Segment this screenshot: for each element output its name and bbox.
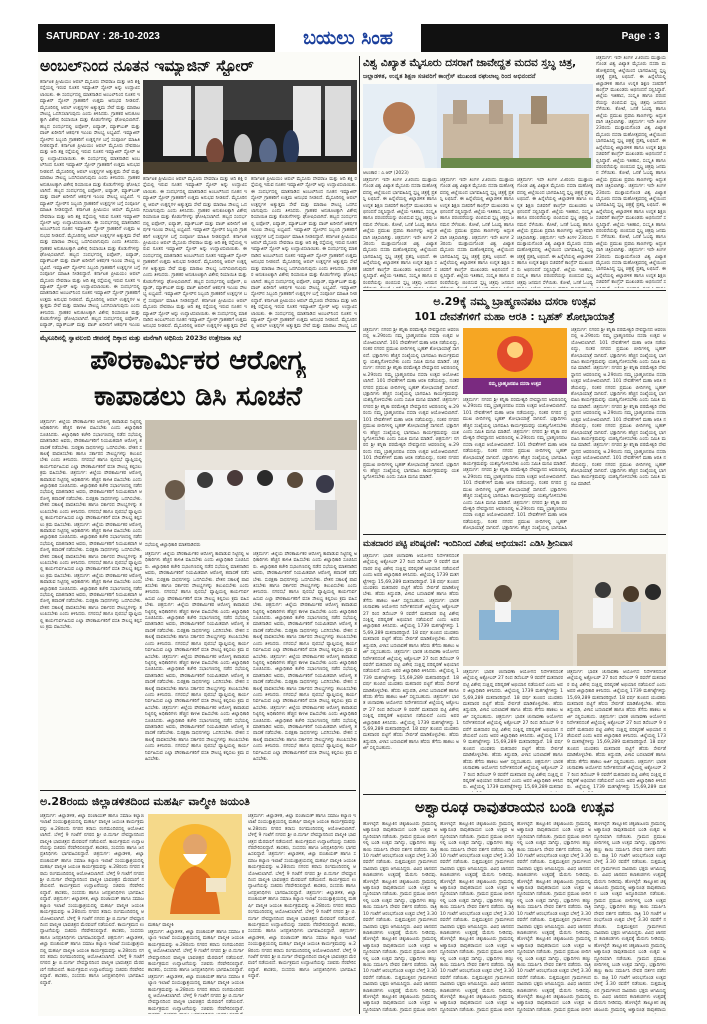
pourakarmika-photo-caption: ಸಭೆಯಲ್ಲಿ ಜಿಲ್ಲಾಧಿಕಾರಿ ಮಾತನಾಡಿದರು <box>145 543 201 548</box>
dasara-body-col4: ಚಿತ್ರದುರ್ಗ: ಇದೇ ತಿಂಗಳ 23ರಂದು ಮುಕ್ತಾಯಗೊಂಡ ವಿಶ್ವ ವಿಖ್ಯಾತ ಮೈಸೂರು ದಸರಾ ಮಹೋತ್ಸವದಲ್ಲಿ ಜಿಲ್ಲೆಯಿಂದ ಭಾಗವಹಿಸಿದ್ದ ಸ್ತಬ್ಧ ಚಿತ್ರಕ್ಕೆ ಪ್ರಶಸ್ತಿ ಲಭಿಸಿದೆ. ಈ ಹಿನ್ನೆಲೆಯಲ್ಲಿ ಜಿಲ್ಲಾಡಳಿತ ಹಾಗೂ ಉನ್ನತ ಶಿಕ್ಷಣ ಸಚಿವರಿಗೆ ಕಾಂಗ್ರೆಸ್ ಮುಖಂಡರು ಅಭಿನಂದನೆ ಸಲ್ಲಿಸಿದ್ದಾರೆ. ಜಿಲ್ಲೆಯ ಇತಿಹಾಸ, ಸಂಸ್ಕೃತಿ ಹಾಗೂ ಪರಂಪರೆಯನ್ನು ಬಿಂಬಿಸುವ ಸ್ತಬ್ಧ ಚಿತ್ರವು ಜನಮನ ಸೆಳೆಯಿತು. ಕೋಟೆ, ಒನಕೆ ಓಬವ್ವ ಹಾಗೂ ಜಿಲ್ಲೆಯ ಪ್ರಮುಖ ಪ್ರವಾಸಿ ತಾಣಗಳನ್ನು ಅದ್ಭುತವಾಗಿ ಚಿತ್ರಿಸಲಾಗಿತ್ತು. ಚಿತ್ರದುರ್ಗ: ಇದೇ ತಿಂಗಳ 23ರಂದು ಮುಕ್ತಾಯಗೊಂಡ ವಿಶ್ವ ವಿಖ್ಯಾತ ಮೈಸೂರು ದಸರಾ ಮಹೋತ್ಸವದಲ್ಲಿ ಜಿಲ್ಲೆಯಿಂದ ಭಾಗವಹಿಸಿದ್ದ ಸ್ತಬ್ಧ ಚಿತ್ರಕ್ಕೆ ಪ್ರಶಸ್ತಿ ಲಭಿಸಿದೆ. ಈ ಹಿನ್ನೆಲೆಯಲ್ಲಿ ಜಿಲ್ಲಾಡಳಿತ ಹಾಗೂ ಉನ್ನತ ಶಿಕ್ಷಣ ಸಚಿವರಿಗೆ ಕಾಂಗ್ರೆಸ್ ಮುಖಂಡರು ಅಭಿನಂದನೆ ಸಲ್ಲಿಸಿದ್ದಾರೆ. ಜಿಲ್ಲೆಯ ಇತಿಹಾಸ, ಸಂಸ್ಕೃತಿ ಹಾಗೂ ಪರಂಪರೆಯನ್ನು ಬಿಂಬಿಸುವ ಸ್ತಬ್ಧ ಚಿತ್ರವು ಜನಮನ ಸೆಳೆಯಿತು. ಕೋಟೆ, ಒನಕೆ ಓಬವ್ವ ಹಾಗೂ ಜಿಲ್ಲೆಯ ಪ್ರಮುಖ ಪ್ರವಾಸಿ ತಾಣಗಳನ್ನು ಅದ್ಭುತವಾಗಿ ಚಿತ್ರಿಸಲಾಗಿತ್ತು. ಚಿತ್ರದುರ್ಗ: ಇದೇ ತಿಂಗಳ 23ರಂದು ಮುಕ್ತಾಯಗೊಂಡ ವಿಶ್ವ ವಿಖ್ಯಾತ ಮೈಸೂರು ದಸರಾ ಮಹೋತ್ಸವದಲ್ಲಿ ಜಿಲ್ಲೆಯಿಂದ ಭಾಗವಹಿಸಿದ್ದ ಸ್ತಬ್ಧ ಚಿತ್ರಕ್ಕೆ ಪ್ರಶಸ್ತಿ ಲಭಿಸಿದೆ. ಈ ಹಿನ್ನೆಲೆಯಲ್ಲಿ ಜಿಲ್ಲಾಡಳಿತ ಹಾಗೂ ಉನ್ನತ ಶಿಕ್ಷಣ ಸಚಿವರಿಗೆ ಕಾಂಗ್ರೆಸ್ ಮುಖಂಡರು ಅಭಿನಂದನೆ ಸಲ್ಲಿಸಿದ್ದಾರೆ. ಜಿಲ್ಲೆಯ ಇತಿಹಾಸ, ಸಂಸ್ಕೃತಿ ಹಾಗೂ ಪರಂಪರೆಯನ್ನು ಬಿಂಬಿಸುವ ಸ್ತಬ್ಧ ಚಿತ್ರವು ಜನಮನ ಸೆಳೆಯಿತು. ಕೋಟೆ, ಒನಕೆ ಓಬವ್ವ ಹಾಗೂ ಜಿಲ್ಲೆಯ ಪ್ರಮುಖ ಪ್ರವಾಸಿ ತಾಣಗಳನ್ನು ಅದ್ಭುತವಾಗಿ ಚಿತ್ರಿಸಲಾಗಿತ್ತು. ಚಿತ್ರದುರ್ಗ: ಇದೇ ತಿಂಗಳ 23ರಂದು ಮುಕ್ತಾಯಗೊಂಡ ವಿಶ್ವ ವಿಖ್ಯಾತ ಮೈಸೂರು ದಸರಾ ಮಹೋತ್ಸವದಲ್ಲಿ ಜಿಲ್ಲೆಯಿಂದ ಭಾಗವಹಿಸಿದ್ದ ಸ್ತಬ್ಧ ಚಿತ್ರಕ್ಕೆ ಪ್ರಶಸ್ತಿ ಲಭಿಸಿದೆ. ಈ ಹಿನ್ನೆಲೆಯಲ್ಲಿ ಜಿಲ್ಲಾಡಳಿತ ಹಾಗೂ ಉನ್ನತ ಶಿಕ್ಷಣ ಸಚಿವರಿಗೆ ಕಾಂಗ್ರೆಸ್ ಮುಖಂಡರು ಅಭಿನಂದನೆ ಸ <box>596 56 666 286</box>
ashwaroda-body-col3: ಹೊಳಲ್ಕೆರೆ: ತಾಲ್ಲೂಕಿನ ಚಿಕ್ಕಜಾಜೂರು ಗ್ರಾಮದಲ್ಲಿ ಅಶ್ವಾರೂಢ ರಾವುತರಾಯನ ಬಂಡಿ ಉತ್ಸವ ಅದ್ದೂರಿಯಾಗಿ ನಡೆಯಿತು. ಗ್ರಾಮದ ಪ್ರಮುಖ ಬೀದಿಗಳಲ್ಲಿ ಬಂಡಿ ಉತ್ಸವ ಸಾಗಿದ್ದು, ಭಕ್ತಾದಿಗಳು ಹಣ್ಣು ಕಾಯಿ ಸಮರ್ಪಿಸಿ ದೇವರ ದರ್ಶನ ಪಡೆದರು. ರಾತ್ರಿ 10 ಗಂಟೆಗೆ ಆರಂಭಗೊಂಡ ಉತ್ಸವ ಬೆಳಿಗ್ಗೆ 3.30 ರವರೆಗೆ ನಡೆಯಿತು. ಸುತ್ತಮುತ್ತಲಿನ ಗ್ರಾಮಗಳಿಂದ ಸಾವಿರಾರು ಭಕ್ತರು ಆಗಮಿಸಿದ್ದರು. ವಿವಿಧ ಜಾನಪದ ಕಲಾತಂಡಗಳು ಉತ್ಸವಕ್ಕೆ ಮೆರುಗು ನೀಡಿದವು. ಹೊಳಲ್ಕೆರೆ: ತಾಲ್ಲೂಕಿನ ಚಿಕ್ಕಜಾಜೂರು ಗ್ರಾಮದಲ್ಲಿ ಅಶ್ವಾರೂಢ ರಾವುತರಾಯನ ಬಂಡಿ ಉತ್ಸವ ಅದ್ದೂರಿಯಾಗಿ ನಡೆಯಿತು. ಗ್ರಾಮದ ಪ್ರಮುಖ ಬೀದಿಗಳಲ್ಲಿ ಬಂಡಿ ಉತ್ಸವ ಸಾಗಿದ್ದು, ಭಕ್ತಾದಿಗಳು ಹಣ್ಣು ಕಾಯಿ ಸಮರ್ಪಿಸಿ ದೇವರ ದರ್ಶನ ಪಡೆದರು. ರಾತ್ರಿ 10 ಗಂಟೆಗೆ ಆರಂಭಗೊಂಡ ಉತ್ಸವ ಬೆಳಿಗ್ಗೆ 3.30 ರವರೆಗೆ ನಡೆಯಿತು. ಸುತ್ತಮುತ್ತಲಿನ ಗ್ರಾಮಗಳಿಂದ ಸಾವಿರಾರು ಭಕ್ತರು ಆಗಮಿಸಿದ್ದರು. ವಿವಿಧ ಜಾನಪದ ಕಲಾತಂಡಗಳು ಉತ್ಸವಕ್ಕೆ ಮೆರುಗು ನೀಡಿದವು. ಹೊಳಲ್ಕೆರೆ: ತಾಲ್ಲೂಕಿನ ಚಿಕ್ಕಜಾಜೂರು ಗ್ರಾಮದಲ್ಲಿ ಅಶ್ವಾರೂಢ ರಾವುತರಾಯನ ಬಂಡಿ ಉತ್ಸವ ಅದ್ದೂರಿಯಾಗಿ ನಡೆಯಿತು. ಗ್ರಾಮದ ಪ್ರಮುಖ ಬೀದಿಗಳಲ್ಲಿ ಬಂಡಿ ಉತ್ಸವ ಸಾಗಿದ್ದು, ಭಕ್ತಾದಿಗಳು ಹಣ್ಣು ಕಾಯಿ ಸಮರ್ಪಿಸಿ ದೇವರ ದರ್ಶನ ಪಡೆದರು. ರಾತ್ರಿ 10 ಗಂಟೆಗೆ ಆರಂಭಗೊಂಡ ಉತ್ಸವ ಬೆಳಿಗ್ಗೆ 3.30 ರವರೆಗೆ ನಡೆಯಿತು. ಸುತ್ತಮುತ್ತಲಿನ ಗ್ರಾಮಗಳಿಂದ ಸಾವಿರಾರು ಭಕ್ತರು ಆಗಮಿಸಿದ್ದರು. ವಿವಿಧ ಜಾನಪದ ಕಲಾತಂಡಗಳು ಉತ್ಸವಕ್ಕೆ ಮೆರುಗು ನೀಡಿದವು. ಹೊಳಲ್ಕೆರೆ: ತಾಲ್ಲೂಕಿನ ಚಿಕ್ಕಜಾಜೂರು ಗ್ರಾಮದಲ್ಲಿ ಅಶ್ವಾರೂಢ ರಾವುತರಾಯನ ಬಂಡಿ ಉತ್ಸವ ಅದ್ದೂರಿಯಾಗಿ ನಡೆಯಿತು. ಗ್ರಾಮದ ಪ್ರಮುಖ ಬೀದಿಗ <box>517 822 591 1013</box>
ambel-store-photo <box>143 80 357 174</box>
page-number: Page : 3 <box>621 31 660 42</box>
brahmanas-poster <box>463 328 567 394</box>
ashwaroda-body-col2: ಹೊಳಲ್ಕೆರೆ: ತಾಲ್ಲೂಕಿನ ಚಿಕ್ಕಜಾಜೂರು ಗ್ರಾಮದಲ್ಲಿ ಅಶ್ವಾರೂಢ ರಾವುತರಾಯನ ಬಂಡಿ ಉತ್ಸವ ಅದ್ದೂರಿಯಾಗಿ ನಡೆಯಿತು. ಗ್ರಾಮದ ಪ್ರಮುಖ ಬೀದಿಗಳಲ್ಲಿ ಬಂಡಿ ಉತ್ಸವ ಸಾಗಿದ್ದು, ಭಕ್ತಾದಿಗಳು ಹಣ್ಣು ಕಾಯಿ ಸಮರ್ಪಿಸಿ ದೇವರ ದರ್ಶನ ಪಡೆದರು. ರಾತ್ರಿ 10 ಗಂಟೆಗೆ ಆರಂಭಗೊಂಡ ಉತ್ಸವ ಬೆಳಿಗ್ಗೆ 3.30 ರವರೆಗೆ ನಡೆಯಿತು. ಸುತ್ತಮುತ್ತಲಿನ ಗ್ರಾಮಗಳಿಂದ ಸಾವಿರಾರು ಭಕ್ತರು ಆಗಮಿಸಿದ್ದರು. ವಿವಿಧ ಜಾನಪದ ಕಲಾತಂಡಗಳು ಉತ್ಸವಕ್ಕೆ ಮೆರುಗು ನೀಡಿದವು. ಹೊಳಲ್ಕೆರೆ: ತಾಲ್ಲೂಕಿನ ಚಿಕ್ಕಜಾಜೂರು ಗ್ರಾಮದಲ್ಲಿ ಅಶ್ವಾರೂಢ ರಾವುತರಾಯನ ಬಂಡಿ ಉತ್ಸವ ಅದ್ದೂರಿಯಾಗಿ ನಡೆಯಿತು. ಗ್ರಾಮದ ಪ್ರಮುಖ ಬೀದಿಗಳಲ್ಲಿ ಬಂಡಿ ಉತ್ಸವ ಸಾಗಿದ್ದು, ಭಕ್ತಾದಿಗಳು ಹಣ್ಣು ಕಾಯಿ ಸಮರ್ಪಿಸಿ ದೇವರ ದರ್ಶನ ಪಡೆದರು. ರಾತ್ರಿ 10 ಗಂಟೆಗೆ ಆರಂಭಗೊಂಡ ಉತ್ಸವ ಬೆಳಿಗ್ಗೆ 3.30 ರವರೆಗೆ ನಡೆಯಿತು. ಸುತ್ತಮುತ್ತಲಿನ ಗ್ರಾಮಗಳಿಂದ ಸಾವಿರಾರು ಭಕ್ತರು ಆಗಮಿಸಿದ್ದರು. ವಿವಿಧ ಜಾನಪದ ಕಲಾತಂಡಗಳು ಉತ್ಸವಕ್ಕೆ ಮೆರುಗು ನೀಡಿದವು. ಹೊಳಲ್ಕೆರೆ: ತಾಲ್ಲೂಕಿನ ಚಿಕ್ಕಜಾಜೂರು ಗ್ರಾಮದಲ್ಲಿ ಅಶ್ವಾರೂಢ ರಾವುತರಾಯನ ಬಂಡಿ ಉತ್ಸವ ಅದ್ದೂರಿಯಾಗಿ ನಡೆಯಿತು. ಗ್ರಾಮದ ಪ್ರಮುಖ ಬೀದಿಗಳಲ್ಲಿ ಬಂಡಿ ಉತ್ಸವ ಸಾಗಿದ್ದು, ಭಕ್ತಾದಿಗಳು ಹಣ್ಣು ಕಾಯಿ ಸಮರ್ಪಿಸಿ ದೇವರ ದರ್ಶನ ಪಡೆದರು. ರಾತ್ರಿ 10 ಗಂಟೆಗೆ ಆರಂಭಗೊಂಡ ಉತ್ಸವ ಬೆಳಿಗ್ಗೆ 3.30 ರವರೆಗೆ ನಡೆಯಿತು. ಸುತ್ತಮುತ್ತಲಿನ ಗ್ರಾಮಗಳಿಂದ ಸಾವಿರಾರು ಭಕ್ತರು ಆಗಮಿಸಿದ್ದರು. ವಿವಿಧ ಜಾನಪದ ಕಲಾತಂಡಗಳು ಉತ್ಸವಕ್ಕೆ ಮೆರುಗು ನೀಡಿದವು. ಹೊಳಲ್ಕೆರೆ: ತಾಲ್ಲೂಕಿನ ಚಿಕ್ಕಜಾಜೂರು ಗ್ರಾಮದಲ್ಲಿ ಅಶ್ವಾರೂಢ ರಾವುತರಾಯನ ಬಂಡಿ ಉತ್ಸವ ಅದ್ದೂರಿಯಾಗಿ ನಡೆಯಿತು. ಗ್ರಾಮದ ಪ್ರಮುಖ ಬೀದಿಗ <box>440 822 514 1013</box>
ashwaroda-body-col4: ಹೊಳಲ್ಕೆರೆ: ತಾಲ್ಲೂಕಿನ ಚಿಕ್ಕಜಾಜೂರು ಗ್ರಾಮದಲ್ಲಿ ಅಶ್ವಾರೂಢ ರಾವುತರಾಯನ ಬಂಡಿ ಉತ್ಸವ ಅದ್ದೂರಿಯಾಗಿ ನಡೆಯಿತು. ಗ್ರಾಮದ ಪ್ರಮುಖ ಬೀದಿಗಳಲ್ಲಿ ಬಂಡಿ ಉತ್ಸವ ಸಾಗಿದ್ದು, ಭಕ್ತಾದಿಗಳು ಹಣ್ಣು ಕಾಯಿ ಸಮರ್ಪಿಸಿ ದೇವರ ದರ್ಶನ ಪಡೆದರು. ರಾತ್ರಿ 10 ಗಂಟೆಗೆ ಆರಂಭಗೊಂಡ ಉತ್ಸವ ಬೆಳಿಗ್ಗೆ 3.30 ರವರೆಗೆ ನಡೆಯಿತು. ಸುತ್ತಮುತ್ತಲಿನ ಗ್ರಾಮಗಳಿಂದ ಸಾವಿರಾರು ಭಕ್ತರು ಆಗಮಿಸಿದ್ದರು. ವಿವಿಧ ಜಾನಪದ ಕಲಾತಂಡಗಳು ಉತ್ಸವಕ್ಕೆ ಮೆರುಗು ನೀಡಿದವು. ಹೊಳಲ್ಕೆರೆ: ತಾಲ್ಲೂಕಿನ ಚಿಕ್ಕಜಾಜೂರು ಗ್ರಾಮದಲ್ಲಿ ಅಶ್ವಾರೂಢ ರಾವುತರಾಯನ ಬಂಡಿ ಉತ್ಸವ ಅದ್ದೂರಿಯಾಗಿ ನಡೆಯಿತು. ಗ್ರಾಮದ ಪ್ರಮುಖ ಬೀದಿಗಳಲ್ಲಿ ಬಂಡಿ ಉತ್ಸವ ಸಾಗಿದ್ದು, ಭಕ್ತಾದಿಗಳು ಹಣ್ಣು ಕಾಯಿ ಸಮರ್ಪಿಸಿ ದೇವರ ದರ್ಶನ ಪಡೆದರು. ರಾತ್ರಿ 10 ಗಂಟೆಗೆ ಆರಂಭಗೊಂಡ ಉತ್ಸವ ಬೆಳಿಗ್ಗೆ 3.30 ರವರೆಗೆ ನಡೆಯಿತು. ಸುತ್ತಮುತ್ತಲಿನ ಗ್ರಾಮಗಳಿಂದ ಸಾವಿರಾರು ಭಕ್ತರು ಆಗಮಿಸಿದ್ದರು. ವಿವಿಧ ಜಾನಪದ ಕಲಾತಂಡಗಳು ಉತ್ಸವಕ್ಕೆ ಮೆರುಗು ನೀಡಿದವು. ಹೊಳಲ್ಕೆರೆ: ತಾಲ್ಲೂಕಿನ ಚಿಕ್ಕಜಾಜೂರು ಗ್ರಾಮದಲ್ಲಿ ಅಶ್ವಾರೂಢ ರಾವುತರಾಯನ ಬಂಡಿ ಉತ್ಸವ ಅದ್ದೂರಿಯಾಗಿ ನಡೆಯಿತು. ಗ್ರಾಮದ ಪ್ರಮುಖ ಬೀದಿಗಳಲ್ಲಿ ಬಂಡಿ ಉತ್ಸವ ಸಾಗಿದ್ದು, ಭಕ್ತಾದಿಗಳು ಹಣ್ಣು ಕಾಯಿ ಸಮರ್ಪಿಸಿ ದೇವರ ದರ್ಶನ ಪಡೆದರು. ರಾತ್ರಿ 10 ಗಂಟೆಗೆ ಆರಂಭಗೊಂಡ ಉತ್ಸವ ಬೆಳಿಗ್ಗೆ 3.30 ರವರೆಗೆ ನಡೆಯಿತು. ಸುತ್ತಮುತ್ತಲಿನ ಗ್ರಾಮಗಳಿಂದ ಸಾವಿರಾರು ಭಕ್ತರು ಆಗಮಿಸಿದ್ದರು. ವಿವಿಧ ಜಾನಪದ ಕಲಾತಂಡಗಳು ಉತ್ಸವಕ್ಕೆ ಮೆರುಗು ನೀಡಿದವು. ಹೊಳಲ್ಕೆರೆ: ತಾಲ್ಲೂಕಿನ ಚಿಕ್ಕಜಾಜೂರು ಗ್ರಾಮದಲ್ಲಿ ಅಶ್ವಾರೂಢ ರಾವುತರಾಯ <box>594 822 666 1013</box>
valmiki-body-col1: ಚಿತ್ರದುರ್ಗ: ಜಿಲ್ಲಾಡಳಿತ, ಜಿಲ್ಲಾ ಪಂಚಾಯತ್ ಹಾಗೂ ಸಮಾಜ ಕಲ್ಯಾಣ ಇಲಾಖೆ ಸಂಯುಕ್ತಾಶ್ರಯದಲ್ಲಿ ಮಹರ್ಷಿ ವಾಲ್ಮೀಕಿ ಜಯಂತಿ ಕಾರ್ಯಕ್ರಮವನ್ನು ಅ.28ರಂದು ನಗರದ ತರಾಸು ರಂಗಮಂದಿರದಲ್ಲಿ ಆಯೋಜಿಸಲಾಗಿದೆ. ಬೆಳಿಗ್ಗೆ 9 ಗಂಟೆಗೆ ನಗರದ ಶ್ರೀ ಬಿ.ದುರ್ಗಾ ದೇವಸ್ಥಾನದಿಂದ ವಾಲ್ಮೀಕಿ ಭಾವಚಿತ್ರದ ಮೆರವಣಿಗೆ ನಡೆಯಲಿದೆ. ಕಾರ್ಯಕ್ರಮದ ಉದ್ಘಾಟನೆಯನ್ನು ಸಚಿವರು ನೆರವೇರಿಸಲಿದ್ದಾರೆ. ಶಾಸಕರು, ಸಂಸದರು ಹಾಗೂ ಜನಪ್ರತಿನಿಧಿಗಳು ಭಾಗವಹಿಸಲಿದ್ದಾರೆ. ಚಿತ್ರದುರ್ಗ: ಜಿಲ್ಲಾಡಳಿತ, ಜಿಲ್ಲಾ ಪಂಚಾಯತ್ ಹಾಗೂ ಸಮಾಜ ಕಲ್ಯಾಣ ಇಲಾಖೆ ಸಂಯುಕ್ತಾಶ್ರಯದಲ್ಲಿ ಮಹರ್ಷಿ ವಾಲ್ಮೀಕಿ ಜಯಂತಿ ಕಾರ್ಯಕ್ರಮವನ್ನು ಅ.28ರಂದು ನಗರದ ತರಾಸು ರಂಗಮಂದಿರದಲ್ಲಿ ಆಯೋಜಿಸಲಾಗಿದೆ. ಬೆಳಿಗ್ಗೆ 9 ಗಂಟೆಗೆ ನಗರದ ಶ್ರೀ ಬಿ.ದುರ್ಗಾ ದೇವಸ್ಥಾನದಿಂದ ವಾಲ್ಮೀಕಿ ಭಾವಚಿತ್ರದ ಮೆರವಣಿಗೆ ನಡೆಯಲಿದೆ. ಕಾರ್ಯಕ್ರಮದ ಉದ್ಘಾಟನೆಯನ್ನು ಸಚಿವರು ನೆರವೇರಿಸಲಿದ್ದಾರೆ. ಶಾಸಕರು, ಸಂಸದರು ಹಾಗೂ ಜನಪ್ರತಿನಿಧಿಗಳು ಭಾಗವಹಿಸಲಿದ್ದಾರೆ. ಚಿತ್ರದುರ್ಗ: ಜಿಲ್ಲಾಡಳಿತ, ಜಿಲ್ಲಾ ಪಂಚಾಯತ್ ಹಾಗೂ ಸಮಾಜ ಕಲ್ಯಾಣ ಇಲಾಖೆ ಸಂಯುಕ್ತಾಶ್ರಯದಲ್ಲಿ ಮಹರ್ಷಿ ವಾಲ್ಮೀಕಿ ಜಯಂತಿ ಕಾರ್ಯಕ್ರಮವನ್ನು ಅ.28ರಂದು ನಗರದ ತರಾಸು ರಂಗಮಂದಿರದಲ್ಲಿ ಆಯೋಜಿಸಲಾಗಿದೆ. ಬೆಳಿಗ್ಗೆ 9 ಗಂಟೆಗೆ ನಗರದ ಶ್ರೀ ಬಿ.ದುರ್ಗಾ ದೇವಸ್ಥಾನದಿಂದ ವಾಲ್ಮೀಕಿ ಭಾವಚಿತ್ರದ ಮೆರವಣಿಗೆ ನಡೆಯಲಿದೆ. ಕಾರ್ಯಕ್ರಮದ ಉದ್ಘಾಟನೆಯನ್ನು ಸಚಿವರು ನೆರವೇರಿಸಲಿದ್ದಾರೆ. ಶಾಸಕರು, ಸಂಸದರು ಹಾಗೂ ಜನಪ್ರತಿನಿಧಿಗಳು ಭಾಗವಹಿಸಲಿದ್ದಾರೆ. ಚಿತ್ರದುರ್ಗ: ಜಿಲ್ಲಾಡಳಿತ, ಜಿಲ್ಲಾ ಪಂಚಾಯತ್ ಹಾಗೂ ಸಮಾಜ ಕಲ್ಯಾಣ ಇಲಾಖೆ ಸಂಯುಕ್ತಾಶ್ರಯದಲ್ಲಿ ಮಹರ್ಷಿ ವಾಲ್ಮೀಕಿ ಜಯಂತಿ ಕಾರ್ಯಕ್ರಮವನ್ನು ಅ.28ರಂದು ನಗರದ ತರಾಸು ರಂಗಮಂದಿರದಲ್ಲಿ ಆಯೋಜಿಸಲಾಗಿದೆ. ಬೆಳಿಗ್ಗೆ 9 ಗಂಟೆಗೆ ನಗರದ ಶ್ರೀ ಬಿ.ದುರ್ಗಾ ದೇವಸ್ಥಾನದಿಂದ ವಾಲ್ಮೀಕಿ ಭಾವಚಿತ್ರದ ಮೆರವಣಿಗೆ ನಡೆಯಲಿದೆ. ಕಾರ್ಯಕ್ರಮದ ಉದ್ಘಾಟನೆಯನ್ನು ಸಚಿವರು ನೆರವೇರಿಸಲಿದ್ದಾರೆ. ಶಾಸಕರು, ಸಂಸದರು ಹಾಗೂ ಜನಪ್ರತಿನಿಧಿಗಳು ಭಾಗವಹಿಸಲಿದ್ದಾರೆ. <box>40 814 144 986</box>
brahmanas-poster-title: ನಮ್ಮ ಬ್ರಾಹ್ಮಣನಪಟ ದಸರಾ ಉತ್ಸವ <box>488 382 542 387</box>
issue-date: SATURDAY : 28-10-2023 <box>46 31 160 42</box>
dasara-body-col1: ಚಿತ್ರದುರ್ಗ: ಇದೇ ತಿಂಗಳ 23ರಂದು ಮುಕ್ತಾಯಗೊಂಡ ವಿಶ್ವ ವಿಖ್ಯಾತ ಮೈಸೂರು ದಸರಾ ಮಹೋತ್ಸವದಲ್ಲಿ ಜಿಲ್ಲೆಯಿಂದ ಭಾಗವಹಿಸಿದ್ದ ಸ್ತಬ್ಧ ಚಿತ್ರಕ್ಕೆ ಪ್ರಶಸ್ತಿ ಲಭಿಸಿದೆ. ಈ ಹಿನ್ನೆಲೆಯಲ್ಲಿ ಜಿಲ್ಲಾಡಳಿತ ಹಾಗೂ ಉನ್ನತ ಶಿಕ್ಷಣ ಸಚಿವರಿಗೆ ಕಾಂಗ್ರೆಸ್ ಮುಖಂಡರು ಅಭಿನಂದನೆ ಸಲ್ಲಿಸಿದ್ದಾರೆ. ಜಿಲ್ಲೆಯ ಇತಿಹಾಸ, ಸಂಸ್ಕೃತಿ ಹಾಗೂ ಪರಂಪರೆಯನ್ನು ಬಿಂಬಿಸುವ ಸ್ತಬ್ಧ ಚಿತ್ರವು ಜನಮನ ಸೆಳೆಯಿತು. ಕೋಟೆ, ಒನಕೆ ಓಬವ್ವ ಹಾಗೂ ಜಿಲ್ಲೆಯ ಪ್ರಮುಖ ಪ್ರವಾಸಿ ತಾಣಗಳನ್ನು ಅದ್ಭುತವಾಗಿ ಚಿತ್ರಿಸಲಾಗಿತ್ತು. ಚಿತ್ರದುರ್ಗ: ಇದೇ ತಿಂಗಳ 23ರಂದು ಮುಕ್ತಾಯಗೊಂಡ ವಿಶ್ವ ವಿಖ್ಯಾತ ಮೈಸೂರು ದಸರಾ ಮಹೋತ್ಸವದಲ್ಲಿ ಜಿಲ್ಲೆಯಿಂದ ಭಾಗವಹಿಸಿದ್ದ ಸ್ತಬ್ಧ ಚಿತ್ರಕ್ಕೆ ಪ್ರಶಸ್ತಿ ಲಭಿಸಿದೆ. ಈ ಹಿನ್ನೆಲೆಯಲ್ಲಿ ಜಿಲ್ಲಾಡಳಿತ ಹಾಗೂ ಉನ್ನತ ಶಿಕ್ಷಣ ಸಚಿವರಿಗೆ ಕಾಂಗ್ರೆಸ್ ಮುಖಂಡರು ಅಭಿನಂದನೆ ಸಲ್ಲಿಸಿದ್ದಾರೆ. ಜಿಲ್ಲೆಯ ಇತಿಹಾಸ, ಸಂಸ್ಕೃತಿ ಹಾಗೂ ಪರಂಪರೆಯನ್ನು ಬಿಂಬಿಸುವ ಸ್ತಬ್ಧ ಚಿತ್ರವು ಜನಮನ <box>363 178 437 286</box>
pourakarmika-body-col1: ಚಿತ್ರದುರ್ಗ: ಜಿಲ್ಲೆಯ ಪೌರಕಾರ್ಮಿಕರ ಆರೋಗ್ಯ ಕಾಪಾಡುವ ನಿಟ್ಟಿನಲ್ಲಿ ಅಧಿಕಾರಿಗಳು ಹೆಚ್ಚಿನ ಕಾಳಜಿ ವಹಿಸಬೇಕು ಎಂದು ಜಿಲ್ಲಾಧಿಕಾರಿ ಸೂಚಿಸಿದರು. ಜಿಲ್ಲಾಧಿಕಾರಿ ಕಚೇರಿ ಸಭಾಂಗಣದಲ್ಲಿ ನಡೆದ ಸಭೆಯಲ್ಲಿ ಮಾತನಾಡಿದ ಅವರು, ಪೌರಕಾರ್ಮಿಕರಿಗೆ ನಿಯಮಿತವಾಗಿ ಆರೋಗ್ಯ ತಪಾಸಣೆ ನಡೆಸಬೇಕು. ಸುರಕ್ಷತಾ ಸಾಧನಗಳನ್ನು ಒದಗಿಸಬೇಕು. ವೇತನ ಸಕಾಲಕ್ಕೆ ಪಾವತಿಸಬೇಕು ಹಾಗೂ ಸರ್ಕಾರದ ಸೌಲಭ್ಯಗಳನ್ನು ತಲುಪಿಸಬೇಕು ಎಂದು ತಿಳಿಸಿದರು. ನಗರಸಭೆ ಹಾಗೂ ಪುರಸಭೆ ವ್ಯಾಪ್ತಿಯಲ್ಲಿ ಕಾರ್ಯನಿರ್ವಹಿಸುವ ಎಲ್ಲಾ ಪೌರಕಾರ್ಮಿಕರಿಗೆ ವಸತಿ ಸೌಲಭ್ಯ ಕಲ್ಪಿಸಲು ಕ್ರಮ ವಹಿಸಬೇಕು. ಚಿತ್ರದುರ್ಗ: ಜಿಲ್ಲೆಯ ಪೌರಕಾರ್ಮಿಕರ ಆರೋಗ್ಯ ಕಾಪಾಡುವ ನಿಟ್ಟಿನಲ್ಲಿ ಅಧಿಕಾರಿಗಳು ಹೆಚ್ಚಿನ ಕಾಳಜಿ ವಹಿಸಬೇಕು ಎಂದು ಜಿಲ್ಲಾಧಿಕಾರಿ ಸೂಚಿಸಿದರು. ಜಿಲ್ಲಾಧಿಕಾರಿ ಕಚೇರಿ ಸಭಾಂಗಣದಲ್ಲಿ ನಡೆದ ಸಭೆಯಲ್ಲಿ ಮಾತನಾಡಿದ ಅವರು, ಪೌರಕಾರ್ಮಿಕರಿಗೆ ನಿಯಮಿತವಾಗಿ ಆರೋಗ್ಯ ತಪಾಸಣೆ ನಡೆಸಬೇಕು. ಸುರಕ್ಷತಾ ಸಾಧನಗಳನ್ನು ಒದಗಿಸಬೇಕು. ವೇತನ ಸಕಾಲಕ್ಕೆ ಪಾವತಿಸಬೇಕು ಹಾಗೂ ಸರ್ಕಾರದ ಸೌಲಭ್ಯಗಳನ್ನು ತಲುಪಿಸಬೇಕು ಎಂದು ತಿಳಿಸಿದರು. ನಗರಸಭೆ ಹಾಗೂ ಪುರಸಭೆ ವ್ಯಾಪ್ತಿಯಲ್ಲಿ ಕಾರ್ಯನಿರ್ವಹಿಸುವ ಎಲ್ಲಾ ಪೌರಕಾರ್ಮಿಕರಿಗೆ ವಸತಿ ಸೌಲಭ್ಯ ಕಲ್ಪಿಸಲು ಕ್ರಮ ವಹಿಸಬೇಕು. ಚಿತ್ರದುರ್ಗ: ಜಿಲ್ಲೆಯ ಪೌರಕಾರ್ಮಿಕರ ಆರೋಗ್ಯ ಕಾಪಾಡುವ ನಿಟ್ಟಿನಲ್ಲಿ ಅಧಿಕಾರಿಗಳು ಹೆಚ್ಚಿನ ಕಾಳಜಿ ವಹಿಸಬೇಕು ಎಂದು ಜಿಲ್ಲಾಧಿಕಾರಿ ಸೂಚಿಸಿದರು. ಜಿಲ್ಲಾಧಿಕಾರಿ ಕಚೇರಿ ಸಭಾಂಗಣದಲ್ಲಿ ನಡೆದ ಸಭೆಯಲ್ಲಿ ಮಾತನಾಡಿದ ಅವರು, ಪೌರಕಾರ್ಮಿಕರಿಗೆ ನಿಯಮಿತವಾಗಿ ಆರೋಗ್ಯ ತಪಾಸಣೆ ನಡೆಸಬೇಕು. ಸುರಕ್ಷತಾ ಸಾಧನಗಳನ್ನು ಒದಗಿಸಬೇಕು. ವೇತನ ಸಕಾಲಕ್ಕೆ ಪಾವತಿಸಬೇಕು ಹಾಗೂ ಸರ್ಕಾರದ ಸೌಲಭ್ಯಗಳನ್ನು ತಲುಪಿಸಬೇಕು ಎಂದು ತಿಳಿಸಿದರು. ನಗರಸಭೆ ಹಾಗೂ ಪುರಸಭೆ ವ್ಯಾಪ್ತಿಯಲ್ಲಿ ಕಾರ್ಯನಿರ್ವಹಿಸುವ ಎಲ್ಲಾ ಪೌರಕಾರ್ಮಿಕರಿಗೆ ವಸತಿ ಸೌಲಭ್ಯ ಕಲ್ಪಿಸಲು ಕ್ರಮ ವಹಿಸಬೇಕು. ಚಿತ್ರದುರ್ಗ: ಜಿಲ್ಲೆಯ ಪೌರಕಾರ್ಮಿಕರ ಆರೋಗ್ಯ ಕಾಪಾಡುವ ನಿಟ್ಟಿನಲ್ಲಿ ಅಧಿಕಾರಿಗಳು ಹೆಚ್ಚಿನ ಕಾಳಜಿ ವಹಿಸಬೇಕು ಎಂದು ಜಿಲ್ಲಾಧಿಕಾರಿ ಸೂಚಿಸಿದರು. ಜಿಲ್ಲಾಧಿಕಾರಿ ಕಚೇರಿ ಸಭಾಂಗಣದಲ್ಲಿ ನಡೆದ ಸಭೆಯಲ್ಲಿ ಮಾತನಾಡಿದ ಅವರು, ಪೌರಕಾರ್ಮಿಕರಿಗೆ ನಿಯಮಿತವಾಗಿ ಆರೋಗ್ಯ ತಪಾಸಣೆ ನಡೆಸಬೇಕು. ಸುರಕ್ಷತಾ ಸಾಧನಗಳನ್ನು ಒದಗಿಸಬೇಕು. ವೇತನ ಸಕಾಲಕ್ಕೆ ಪಾವತಿಸಬೇಕು ಹಾಗೂ ಸರ್ಕಾರದ ಸೌಲಭ್ಯಗಳನ್ನು ತಲುಪಿಸಬೇಕು ಎಂದು ತಿಳಿಸಿದರು. ನಗರಸಭೆ ಹಾಗೂ ಪುರಸಭೆ ವ್ಯಾಪ್ತಿಯಲ್ಲಿ ಕಾರ್ಯನಿರ್ವಹಿಸುವ ಎಲ್ಲಾ ಪೌರಕಾರ್ಮಿಕರಿಗೆ ವಸತಿ ಸೌಲಭ್ಯ ಕಲ್ಪಿಸಲು ಕ್ರಮ ವಹಿಸಬೇಕು. <box>40 420 142 630</box>
dasara-caption: ಆಲಂಕಾರ : ಎ.ಆರ್ (2023) <box>363 171 409 176</box>
pourakarmika-headline-2: ಕಾಪಾಡಲು ಡಿಸಿ ಸೂಚನೆ <box>93 381 303 412</box>
voters-body-col2: ಚಿತ್ರದುರ್ಗ: ಭಾರತ ಚುನಾವಣಾ ಆಯೋಗದ ನಿರ್ದೇಶನದಂತೆ ಜಿಲ್ಲೆಯಲ್ಲಿ ಅಕ್ಟೋಬರ್ 27 ರಿಂದ ಡಿಸೆಂಬರ್ 9 ರವರೆಗೆ ಮತದಾರರ ಪಟ್ಟಿ ವಿಶೇಷ ಸಂಕ್ಷಿಪ್ತ ಪರಿಷ್ಕರಣೆ ಅಭಿಯಾನ ನಡೆಯಲಿದೆ ಎಂದು ಅಪರ ಜಿಲ್ಲಾಧಿಕಾರಿ ತಿಳಿಸಿದರು. ಜಿಲ್ಲೆಯಲ್ಲಿ 1739 ಮತಗಟ್ಟೆಗಳಿದ್ದು 15,69,289 ಮತದಾರರಿದ್ದಾರೆ. 18 ವರ್ಷ ತುಂಬಿದ ಯುವಕರು ಮತದಾರರ ಪಟ್ಟಿಗೆ ಹೆಸರು ಸೇರ್ಪಡೆ ಮಾಡಿಕೊಳ್ಳಬೇಕು. ಹೆಸರು ತಿದ್ದುಪಡಿ, ವಿಳಾಸ ಬದಲಾವಣೆ ಹಾಗೂ ಹೆಸರು ತೆಗೆದು ಹಾಕಲು ಅರ್ಜಿ ಸಲ್ಲಿಸಬಹುದು. ಚಿತ್ರದುರ್ಗ: ಭಾರತ ಚುನಾವಣಾ ಆಯೋಗದ ನಿರ್ದೇಶನದಂತೆ ಜಿಲ್ಲೆಯಲ್ಲಿ ಅಕ್ಟೋಬರ್ 27 ರಿಂದ ಡಿಸೆಂಬರ್ 9 ರವರೆಗೆ ಮತದಾರರ ಪಟ್ಟಿ ವಿಶೇಷ ಸಂಕ್ಷಿಪ್ತ ಪರಿಷ್ಕರಣೆ ಅಭಿಯಾನ ನಡೆಯಲಿದೆ ಎಂದು ಅಪರ ಜಿಲ್ಲಾಧಿಕಾರಿ ತಿಳಿಸಿದರು. ಜಿಲ್ಲೆಯಲ್ಲಿ 1739 ಮತಗಟ್ಟೆಗಳಿದ್ದು 15,69,289 ಮತದಾರರಿದ್ದಾರೆ. 18 ವರ್ಷ ತುಂಬಿದ ಯುವಕರು ಮತದಾರರ ಪಟ್ಟಿಗೆ ಹೆಸರು ಸೇರ್ಪಡೆ ಮಾಡಿಕೊಳ್ಳಬೇಕು. ಹೆಸರು ತಿದ್ದುಪಡಿ, ವಿಳಾಸ ಬದಲಾವಣೆ ಹಾಗೂ ಹೆಸರು ತೆಗೆದು ಹಾಕಲು ಅರ್ಜಿ ಸಲ್ಲಿಸಬಹುದು. ಚಿತ್ರದುರ್ಗ: ಭಾರತ ಚುನಾವಣಾ ಆಯೋಗದ ನಿರ್ದೇಶನದಂತೆ ಜಿಲ್ಲೆಯಲ್ಲಿ ಅಕ್ಟೋಬರ್ 27 ರಿಂದ ಡಿಸೆಂಬರ್ 9 ರವರೆಗೆ ಮತದಾರರ ಪಟ್ಟಿ ವಿಶೇಷ ಸಂಕ್ಷಿಪ್ತ ಪರಿಷ್ಕರಣೆ ಅಭಿಯಾನ ನಡೆಯಲಿದೆ ಎಂದು ಅಪರ ಜಿಲ್ಲಾಧಿಕಾರಿ ತಿಳಿಸಿದರು. ಜಿಲ್ಲೆಯಲ್ಲಿ 1739 ಮತಗಟ್ಟೆಗಳಿದ್ದು 15,69,289 ಮತದಾರ <box>463 670 563 791</box>
pourakarmika-meeting-photo <box>145 420 357 540</box>
valmiki-headline: ಅ.28ರಂದು ಜಿಲ್ಲಾಡಳಿತದಿಂದ ಮಹರ್ಷಿ ವಾಲ್ಮೀಕಿ ಜಯಂತಿ <box>40 795 250 808</box>
newspaper-page <box>38 24 668 1016</box>
valmiki-body-col3: ಚಿತ್ರದುರ್ಗ: ಜಿಲ್ಲಾಡಳಿತ, ಜಿಲ್ಲಾ ಪಂಚಾಯತ್ ಹಾಗೂ ಸಮಾಜ ಕಲ್ಯಾಣ ಇಲಾಖೆ ಸಂಯುಕ್ತಾಶ್ರಯದಲ್ಲಿ ಮಹರ್ಷಿ ವಾಲ್ಮೀಕಿ ಜಯಂತಿ ಕಾರ್ಯಕ್ರಮವನ್ನು ಅ.28ರಂದು ನಗರದ ತರಾಸು ರಂಗಮಂದಿರದಲ್ಲಿ ಆಯೋಜಿಸಲಾಗಿದೆ. ಬೆಳಿಗ್ಗೆ 9 ಗಂಟೆಗೆ ನಗರದ ಶ್ರೀ ಬಿ.ದುರ್ಗಾ ದೇವಸ್ಥಾನದಿಂದ ವಾಲ್ಮೀಕಿ ಭಾವಚಿತ್ರದ ಮೆರವಣಿಗೆ ನಡೆಯಲಿದೆ. ಕಾರ್ಯಕ್ರಮದ ಉದ್ಘಾಟನೆಯನ್ನು ಸಚಿವರು ನೆರವೇರಿಸಲಿದ್ದಾರೆ. ಶಾಸಕರು, ಸಂಸದರು ಹಾಗೂ ಜನಪ್ರತಿನಿಧಿಗಳು ಭಾಗವಹಿಸಲಿದ್ದಾರೆ. ಚಿತ್ರದುರ್ಗ: ಜಿಲ್ಲಾಡಳಿತ, ಜಿಲ್ಲಾ ಪಂಚಾಯತ್ ಹಾಗೂ ಸಮಾಜ ಕಲ್ಯಾಣ ಇಲಾಖೆ ಸಂಯುಕ್ತಾಶ್ರಯದಲ್ಲಿ ಮಹರ್ಷಿ ವಾಲ್ಮೀಕಿ ಜಯಂತಿ ಕಾರ್ಯಕ್ರಮವನ್ನು ಅ.28ರಂದು ನಗರದ ತರಾಸು ರಂಗಮಂದಿರದಲ್ಲಿ ಆಯೋಜಿಸಲಾಗಿದೆ. ಬೆಳಿಗ್ಗೆ 9 ಗಂಟೆಗೆ ನಗರದ ಶ್ರೀ ಬಿ.ದುರ್ಗಾ ದೇವಸ್ಥಾನದಿಂದ ವಾಲ್ಮೀಕಿ ಭಾವಚಿತ್ರದ ಮೆರವಣಿಗೆ ನಡೆಯಲಿದೆ. ಕಾರ್ಯಕ್ರಮದ ಉದ್ಘಾಟನೆಯನ್ನು ಸಚಿವರು ನೆರವೇರಿಸಲಿದ್ದಾರೆ. ಶಾಸಕರು, ಸಂಸದರು ಹಾಗೂ ಜನಪ್ರತಿನಿಧಿಗಳು ಭಾಗವಹಿಸಲಿದ್ದಾರೆ. ಚಿತ್ರದುರ್ಗ: ಜಿಲ್ಲಾಡಳಿತ, ಜಿಲ್ಲಾ ಪಂಚಾಯತ್ ಹಾಗೂ ಸಮಾಜ ಕಲ್ಯಾಣ ಇಲಾಖೆ ಸಂಯುಕ್ತಾಶ್ರಯದಲ್ಲಿ ಮಹರ್ಷಿ ವಾಲ್ಮೀಕಿ ಜಯಂತಿ ಕಾರ್ಯಕ್ರಮವನ್ನು ಅ.28ರಂದು ನಗರದ ತರಾಸು ರಂಗಮಂದಿರದಲ್ಲಿ ಆಯೋಜಿಸಲಾಗಿದೆ. ಬೆಳಿಗ್ಗೆ 9 ಗಂಟೆಗೆ ನಗರದ ಶ್ರೀ ಬಿ.ದುರ್ಗಾ ದೇವಸ್ಥಾನದಿಂದ ವಾಲ್ಮೀಕಿ ಭಾವಚಿತ್ರದ ಮೆರವಣಿಗೆ ನಡೆಯಲಿದೆ. ಕಾರ್ಯಕ್ರಮದ ಉದ್ಘಾಟನೆಯನ್ನು ಸಚಿವರು ನೆರವೇರಿಸಲಿದ್ದಾರೆ. ಶಾಸಕರು, ಸಂಸದರು ಹಾಗೂ ಜನಪ್ರತಿನಿಧಿಗಳು ಭಾಗವಹಿಸಲಿದ್ದಾರೆ. ಚಿತ್ರದುರ್ಗ: ಜಿಲ್ಲಾಡಳಿತ, ಜಿಲ್ಲಾ ಪಂಚಾಯತ್ ಹಾಗೂ ಸಮಾಜ ಕಲ್ಯಾಣ ಇಲಾಖೆ ಸಂಯುಕ್ತಾಶ್ರಯದಲ್ಲಿ ಮಹರ್ಷಿ ವಾಲ್ಮೀಕಿ ಜಯಂತಿ ಕಾರ್ಯಕ್ರಮವನ್ನು ಅ.28ರಂದು ನಗರದ ತರಾಸು ರಂಗಮಂದಿರದಲ್ಲಿ ಆಯೋಜಿಸಲಾಗಿದೆ. ಬೆಳಿಗ್ಗೆ 9 ಗಂಟೆಗೆ ನಗರದ ಶ್ರೀ ಬಿ.ದುರ್ಗಾ ದೇವಸ್ಥಾನದಿಂದ ವಾಲ್ಮೀಕಿ ಭಾವಚಿತ್ರದ ಮೆರವಣಿಗೆ ನಡೆಯಲಿದೆ. ಕಾರ್ಯಕ್ರಮದ ಉದ್ಘಾಟನೆಯನ್ನು ಸಚಿವರು ನೆರವೇರಿಸಲಿದ್ದಾರೆ. ಶಾಸಕರು, ಸಂಸದರು ಹಾಗೂ ಜನಪ್ರತಿನಿಧಿಗಳು ಭಾಗವಹಿಸಲಿದ್ದಾರೆ. <box>248 814 356 980</box>
voters-body-col1: ಚಿತ್ರದುರ್ಗ: ಭಾರತ ಚುನಾವಣಾ ಆಯೋಗದ ನಿರ್ದೇಶನದಂತೆ ಜಿಲ್ಲೆಯಲ್ಲಿ ಅಕ್ಟೋಬರ್ 27 ರಿಂದ ಡಿಸೆಂಬರ್ 9 ರವರೆಗೆ ಮತದಾರರ ಪಟ್ಟಿ ವಿಶೇಷ ಸಂಕ್ಷಿಪ್ತ ಪರಿಷ್ಕರಣೆ ಅಭಿಯಾನ ನಡೆಯಲಿದೆ ಎಂದು ಅಪರ ಜಿಲ್ಲಾಧಿಕಾರಿ ತಿಳಿಸಿದರು. ಜಿಲ್ಲೆಯಲ್ಲಿ 1739 ಮತಗಟ್ಟೆಗಳಿದ್ದು 15,69,289 ಮತದಾರರಿದ್ದಾರೆ. 18 ವರ್ಷ ತುಂಬಿದ ಯುವಕರು ಮತದಾರರ ಪಟ್ಟಿಗೆ ಹೆಸರು ಸೇರ್ಪಡೆ ಮಾಡಿಕೊಳ್ಳಬೇಕು. ಹೆಸರು ತಿದ್ದುಪಡಿ, ವಿಳಾಸ ಬದಲಾವಣೆ ಹಾಗೂ ಹೆಸರು ತೆಗೆದು ಹಾಕಲು ಅರ್ಜಿ ಸಲ್ಲಿಸಬಹುದು. ಚಿತ್ರದುರ್ಗ: ಭಾರತ ಚುನಾವಣಾ ಆಯೋಗದ ನಿರ್ದೇಶನದಂತೆ ಜಿಲ್ಲೆಯಲ್ಲಿ ಅಕ್ಟೋಬರ್ 27 ರಿಂದ ಡಿಸೆಂಬರ್ 9 ರವರೆಗೆ ಮತದಾರರ ಪಟ್ಟಿ ವಿಶೇಷ ಸಂಕ್ಷಿಪ್ತ ಪರಿಷ್ಕರಣೆ ಅಭಿಯಾನ ನಡೆಯಲಿದೆ ಎಂದು ಅಪರ ಜಿಲ್ಲಾಧಿಕಾರಿ ತಿಳಿಸಿದರು. ಜಿಲ್ಲೆಯಲ್ಲಿ 1739 ಮತಗಟ್ಟೆಗಳಿದ್ದು 15,69,289 ಮತದಾರರಿದ್ದಾರೆ. 18 ವರ್ಷ ತುಂಬಿದ ಯುವಕರು ಮತದಾರರ ಪಟ್ಟಿಗೆ ಹೆಸರು ಸೇರ್ಪಡೆ ಮಾಡಿಕೊಳ್ಳಬೇಕು. ಹೆಸರು ತಿದ್ದುಪಡಿ, ವಿಳಾಸ ಬದಲಾವಣೆ ಹಾಗೂ ಹೆಸರು ತೆಗೆದು ಹಾಕಲು ಅರ್ಜಿ ಸಲ್ಲಿಸಬಹುದು. ಚಿತ್ರದುರ್ಗ: ಭಾರತ ಚುನಾವಣಾ ಆಯೋಗದ ನಿರ್ದೇಶನದಂತೆ ಜಿಲ್ಲೆಯಲ್ಲಿ ಅಕ್ಟೋಬರ್ 27 ರಿಂದ ಡಿಸೆಂಬರ್ 9 ರವರೆಗೆ ಮತದಾರರ ಪಟ್ಟಿ ವಿಶೇಷ ಸಂಕ್ಷಿಪ್ತ ಪರಿಷ್ಕರಣೆ ಅಭಿಯಾನ ನಡೆಯಲಿದೆ ಎಂದು ಅಪರ ಜಿಲ್ಲಾಧಿಕಾರಿ ತಿಳಿಸಿದರು. ಜಿಲ್ಲೆಯಲ್ಲಿ 1739 ಮತಗಟ್ಟೆಗಳಿದ್ದು 15,69,289 ಮತದಾರರಿದ್ದಾರೆ. 18 ವರ್ಷ ತುಂಬಿದ ಯುವಕರು ಮತದಾರರ ಪಟ್ಟಿಗೆ ಹೆಸರು ಸೇರ್ಪಡೆ ಮಾಡಿಕೊಳ್ಳಬೇಕು. ಹೆಸರು ತಿದ್ದುಪಡಿ, ವಿಳಾಸ ಬದಲಾವಣೆ ಹಾಗೂ ಹೆಸರು ತೆಗೆದು ಹಾಕಲು ಅರ್ಜಿ ಸಲ್ಲಿಸಬಹುದು. ಚಿತ್ರದುರ್ಗ: ಭಾರತ ಚುನಾವಣಾ ಆಯೋಗದ ನಿರ್ದೇಶನದಂತೆ ಜಿಲ್ಲೆಯಲ್ಲಿ ಅಕ್ಟೋಬರ್ 27 ರಿಂದ ಡಿಸೆಂಬರ್ 9 ರವರೆಗೆ ಮತದಾರರ ಪಟ್ಟಿ ವಿಶೇಷ ಸಂಕ್ಷಿಪ್ತ ಪರಿಷ್ಕರಣೆ ಅಭಿಯಾನ ನಡೆಯಲಿದೆ ಎಂದು ಅಪರ ಜಿಲ್ಲಾಧಿಕಾರಿ ತಿಳಿಸಿದರು. ಜಿಲ್ಲೆಯಲ್ಲಿ 1739 ಮತಗಟ್ಟೆಗಳಿದ್ದು 15,69,289 ಮತದಾರರಿದ್ದಾರೆ. 18 ವರ್ಷ ತುಂಬಿದ ಯುವಕರು ಮತದಾರರ ಪಟ್ಟಿಗೆ ಹೆಸರು ಸೇರ್ಪಡೆ ಮಾಡಿಕೊಳ್ಳಬೇಕು. ಹೆಸರು ತಿದ್ದುಪಡಿ, ವಿಳಾಸ ಬದಲಾವಣೆ ಹಾಗೂ ಹೆಸರು ತೆಗೆದು ಹಾಕಲು ಅರ್ಜಿ ಸಲ್ಲಿಸಬಹುದು. <box>363 554 459 752</box>
divider <box>363 794 666 795</box>
dasara-subhead: ಜಲ್ಲಾಡಳಿತ, ಉನ್ನತ ಶಿಕ್ಷಣ ಸಚಿವರಿಗೆ ಕಾಂಗ್ರೆಸ್ ಮುಖಂಡ ರಘುಲಾಲ್ಪ ರಿಂದ ಅಭಿನಂದನೆ <box>363 73 536 80</box>
pourakarmika-body-col3: ಚಿತ್ರದುರ್ಗ: ಜಿಲ್ಲೆಯ ಪೌರಕಾರ್ಮಿಕರ ಆರೋಗ್ಯ ಕಾಪಾಡುವ ನಿಟ್ಟಿನಲ್ಲಿ ಅಧಿಕಾರಿಗಳು ಹೆಚ್ಚಿನ ಕಾಳಜಿ ವಹಿಸಬೇಕು ಎಂದು ಜಿಲ್ಲಾಧಿಕಾರಿ ಸೂಚಿಸಿದರು. ಜಿಲ್ಲಾಧಿಕಾರಿ ಕಚೇರಿ ಸಭಾಂಗಣದಲ್ಲಿ ನಡೆದ ಸಭೆಯಲ್ಲಿ ಮಾತನಾಡಿದ ಅವರು, ಪೌರಕಾರ್ಮಿಕರಿಗೆ ನಿಯಮಿತವಾಗಿ ಆರೋಗ್ಯ ತಪಾಸಣೆ ನಡೆಸಬೇಕು. ಸುರಕ್ಷತಾ ಸಾಧನಗಳನ್ನು ಒದಗಿಸಬೇಕು. ವೇತನ ಸಕಾಲಕ್ಕೆ ಪಾವತಿಸಬೇಕು ಹಾಗೂ ಸರ್ಕಾರದ ಸೌಲಭ್ಯಗಳನ್ನು ತಲುಪಿಸಬೇಕು ಎಂದು ತಿಳಿಸಿದರು. ನಗರಸಭೆ ಹಾಗೂ ಪುರಸಭೆ ವ್ಯಾಪ್ತಿಯಲ್ಲಿ ಕಾರ್ಯನಿರ್ವಹಿಸುವ ಎಲ್ಲಾ ಪೌರಕಾರ್ಮಿಕರಿಗೆ ವಸತಿ ಸೌಲಭ್ಯ ಕಲ್ಪಿಸಲು ಕ್ರಮ ವಹಿಸಬೇಕು. ಚಿತ್ರದುರ್ಗ: ಜಿಲ್ಲೆಯ ಪೌರಕಾರ್ಮಿಕರ ಆರೋಗ್ಯ ಕಾಪಾಡುವ ನಿಟ್ಟಿನಲ್ಲಿ ಅಧಿಕಾರಿಗಳು ಹೆಚ್ಚಿನ ಕಾಳಜಿ ವಹಿಸಬೇಕು ಎಂದು ಜಿಲ್ಲಾಧಿಕಾರಿ ಸೂಚಿಸಿದರು. ಜಿಲ್ಲಾಧಿಕಾರಿ ಕಚೇರಿ ಸಭಾಂಗಣದಲ್ಲಿ ನಡೆದ ಸಭೆಯಲ್ಲಿ ಮಾತನಾಡಿದ ಅವರು, ಪೌರಕಾರ್ಮಿಕರಿಗೆ ನಿಯಮಿತವಾಗಿ ಆರೋಗ್ಯ ತಪಾಸಣೆ ನಡೆಸಬೇಕು. ಸುರಕ್ಷತಾ ಸಾಧನಗಳನ್ನು ಒದಗಿಸಬೇಕು. ವೇತನ ಸಕಾಲಕ್ಕೆ ಪಾವತಿಸಬೇಕು ಹಾಗೂ ಸರ್ಕಾರದ ಸೌಲಭ್ಯಗಳನ್ನು ತಲುಪಿಸಬೇಕು ಎಂದು ತಿಳಿಸಿದರು. ನಗರಸಭೆ ಹಾಗೂ ಪುರಸಭೆ ವ್ಯಾಪ್ತಿಯಲ್ಲಿ ಕಾರ್ಯನಿರ್ವಹಿಸುವ ಎಲ್ಲಾ ಪೌರಕಾರ್ಮಿಕರಿಗೆ ವಸತಿ ಸೌಲಭ್ಯ ಕಲ್ಪಿಸಲು ಕ್ರಮ ವಹಿಸಬೇಕು. ಚಿತ್ರದುರ್ಗ: ಜಿಲ್ಲೆಯ ಪೌರಕಾರ್ಮಿಕರ ಆರೋಗ್ಯ ಕಾಪಾಡುವ ನಿಟ್ಟಿನಲ್ಲಿ ಅಧಿಕಾರಿಗಳು ಹೆಚ್ಚಿನ ಕಾಳಜಿ ವಹಿಸಬೇಕು ಎಂದು ಜಿಲ್ಲಾಧಿಕಾರಿ ಸೂಚಿಸಿದರು. ಜಿಲ್ಲಾಧಿಕಾರಿ ಕಚೇರಿ ಸಭಾಂಗಣದಲ್ಲಿ ನಡೆದ ಸಭೆಯಲ್ಲಿ ಮಾತನಾಡಿದ ಅವರು, ಪೌರಕಾರ್ಮಿಕರಿಗೆ ನಿಯಮಿತವಾಗಿ ಆರೋಗ್ಯ ತಪಾಸಣೆ ನಡೆಸಬೇಕು. ಸುರಕ್ಷತಾ ಸಾಧನಗಳನ್ನು ಒದಗಿಸಬೇಕು. ವೇತನ ಸಕಾಲಕ್ಕೆ ಪಾವತಿಸಬೇಕು ಹಾಗೂ ಸರ್ಕಾರದ ಸೌಲಭ್ಯಗಳನ್ನು ತಲುಪಿಸಬೇಕು ಎಂದು ತಿಳಿಸಿದರು. ನಗರಸಭೆ ಹಾಗೂ ಪುರಸಭೆ ವ್ಯಾಪ್ತಿಯಲ್ಲಿ ಕಾರ್ಯನಿರ್ವಹಿಸುವ ಎಲ್ಲಾ ಪೌರಕಾರ್ಮಿಕರಿಗೆ ವಸತಿ ಸೌಲಭ್ಯ ಕಲ್ಪಿಸಲು ಕ್ರಮ ವಹಿಸಬೇಕು. ಚಿತ್ರದುರ್ಗ: ಜಿಲ್ಲೆಯ ಪೌರಕಾರ್ಮಿಕರ ಆರೋಗ್ಯ ಕಾಪಾಡುವ ನಿಟ್ಟಿನಲ್ಲಿ ಅಧಿಕಾರಿಗಳು ಹೆಚ್ಚಿನ ಕಾಳಜಿ ವಹಿಸಬೇಕು ಎಂದು ಜಿಲ್ಲಾಧಿಕಾರಿ ಸೂಚಿಸಿದರು. ಜಿಲ್ಲಾಧಿಕಾರಿ ಕಚೇರಿ ಸಭಾಂಗಣದಲ್ಲಿ ನಡೆದ ಸಭೆಯಲ್ಲಿ ಮಾತನಾಡಿದ ಅವರು, ಪೌರಕಾರ್ಮಿಕರಿಗೆ ನಿಯಮಿತವಾಗಿ ಆರೋಗ್ಯ ತಪಾಸಣೆ ನಡೆಸಬೇಕು. ಸುರಕ್ಷತಾ ಸಾಧನಗಳನ್ನು ಒದಗಿಸಬೇಕು. ವೇತನ ಸಕಾಲಕ್ಕೆ ಪಾವತಿಸಬೇಕು ಹಾಗೂ ಸರ್ಕಾರದ ಸೌಲಭ್ಯಗಳನ್ನು ತಲುಪಿಸಬೇಕು ಎಂದು ತಿಳಿಸಿದರು. ನಗರಸಭೆ ಹಾಗೂ ಪುರಸಭೆ ವ್ಯಾಪ್ತಿಯಲ್ಲಿ ಕಾರ್ಯನಿರ್ವಹಿಸುವ ಎಲ್ಲಾ ಪೌರಕಾರ್ಮಿಕರಿಗೆ ವಸತಿ ಸೌಲಭ್ಯ ಕಲ್ಪಿಸಲು ಕ್ರಮ ವಹಿಸಬೇಕು. <box>253 552 357 762</box>
dasara-tableau-photo <box>363 84 593 168</box>
divider <box>363 290 666 291</box>
ashwaroda-headline: ಅಶ್ವಾರೂಢ ರಾವುತರಾಯನ ಬಂಡಿ ಉತ್ಸವ <box>414 798 614 816</box>
brahmanas-body-col2: ಚಿತ್ರದುರ್ಗ: ನಗರದ ಶ್ರೀ ಕನ್ನಿಕಾ ಪರಮೇಶ್ವರಿ ದೇವಸ್ಥಾನದ ಆವರಣದಲ್ಲಿ ಅ.29ರಂದು ನಮ್ಮ ಬ್ರಾಹ್ಮಣನಪಟ ದಸರಾ ಉತ್ಸವ ಆಯೋಜಿಸಲಾಗಿದೆ. 101 ದೇವತೆಗಳಿಗೆ ಮಹಾ ಆರತಿ ನಡೆಯಲಿದ್ದು, ನಂತರ ನಗರದ ಪ್ರಮುಖ ಬೀದಿಗಳಲ್ಲಿ ಬೃಹತ್ ಶೋಭಾಯಾತ್ರೆ ಸಾಗಲಿದೆ. ಭಕ್ತಾದಿಗಳು ಹೆಚ್ಚಿನ ಸಂಖ್ಯೆಯಲ್ಲಿ ಭಾಗವಹಿಸಿ ಕಾರ್ಯಕ್ರಮವನ್ನು ಯಶಸ್ವಿಗೊಳಿಸಬೇಕು ಎಂದು ಸಮಿತಿ ಮನವಿ ಮಾಡಿದೆ. ಚಿತ್ರದುರ್ಗ: ನಗರದ ಶ್ರೀ ಕನ್ನಿಕಾ ಪರಮೇಶ್ವರಿ ದೇವಸ್ಥಾನದ ಆವರಣದಲ್ಲಿ ಅ.29ರಂದು ನಮ್ಮ ಬ್ರಾಹ್ಮಣನಪಟ ದಸರಾ ಉತ್ಸವ ಆಯೋಜಿಸಲಾಗಿದೆ. 101 ದೇವತೆಗಳಿಗೆ ಮಹಾ ಆರತಿ ನಡೆಯಲಿದ್ದು, ನಂತರ ನಗರದ ಪ್ರಮುಖ ಬೀದಿಗಳಲ್ಲಿ ಬೃಹತ್ ಶೋಭಾಯಾತ್ರೆ ಸಾಗಲಿದೆ. ಭಕ್ತಾದಿಗಳು ಹೆಚ್ಚಿನ ಸಂಖ್ಯೆಯಲ್ಲಿ ಭಾಗವಹಿಸಿ ಕಾರ್ಯಕ್ರಮವನ್ನು ಯಶಸ್ವಿಗೊಳಿಸಬೇಕು ಎಂದು ಸಮಿತಿ ಮನವಿ ಮಾಡಿದೆ. ಚಿತ್ರದುರ್ಗ: ನಗರದ ಶ್ರೀ ಕನ್ನಿಕಾ ಪರಮೇಶ್ವರಿ ದೇವಸ್ಥಾನದ ಆವರಣದಲ್ಲಿ ಅ.29ರಂದು ನಮ್ಮ ಬ್ರಾಹ್ಮಣನಪಟ ದಸರಾ ಉತ್ಸವ ಆಯೋಜಿಸಲಾಗಿದೆ. 101 ದೇವತೆಗಳಿಗೆ ಮಹಾ ಆರತಿ ನಡೆಯಲಿದ್ದು, ನಂತರ ನಗರದ ಪ್ರಮುಖ ಬೀದಿಗಳಲ್ಲಿ ಬೃಹತ್ ಶೋಭಾಯಾತ್ರೆ ಸಾಗಲಿದೆ. ಭಕ್ತಾದಿಗಳು ಹೆಚ್ಚಿನ ಸಂಖ್ಯೆಯಲ್ಲಿ ಭಾಗವಹಿಸಿ ಕಾರ್ಯಕ್ರಮವನ್ನು ಯಶಸ್ವಿಗೊಳಿಸಬೇಕು ಎಂದು ಸಮಿತಿ ಮನವಿ ಮಾಡಿದೆ. ಚಿತ್ರದುರ್ಗ: ನಗರದ ಶ್ರೀ ಕನ್ನಿಕಾ ಪರಮೇಶ್ವರಿ ದೇವಸ್ಥಾನದ ಆವರಣದಲ್ಲಿ ಅ.29ರಂದು ನಮ್ಮ ಬ್ರಾಹ್ಮಣನಪಟ ದಸರಾ ಉತ್ಸವ ಆಯೋಜಿಸಲಾಗಿದೆ. 101 ದೇವತೆಗಳಿಗೆ ಮಹಾ ಆರತಿ ನಡೆಯಲಿದ್ದು, ನಂತರ ನಗರದ ಪ್ರಮುಖ ಬೀದಿಗಳಲ್ಲಿ ಬೃಹತ್ ಶೋಭಾಯಾತ್ರೆ ಸಾಗಲಿದೆ. ಭಕ್ತಾದಿಗಳು ಹೆಚ್ಚಿನ ಸಂಖ್ಯೆಯಲ್ಲಿ ಭಾಗವಹಿಸಿ <box>463 398 567 532</box>
brahmanas-headline: ಅ.29ಕ್ಕೆ ನಮ್ಮ ಬ್ರಾಹ್ಮಣನಪಟ ದಸರಾ ಉತ್ಸವ <box>433 295 596 308</box>
voters-body-col3: ಚಿತ್ರದುರ್ಗ: ಭಾರತ ಚುನಾವಣಾ ಆಯೋಗದ ನಿರ್ದೇಶನದಂತೆ ಜಿಲ್ಲೆಯಲ್ಲಿ ಅಕ್ಟೋಬರ್ 27 ರಿಂದ ಡಿಸೆಂಬರ್ 9 ರವರೆಗೆ ಮತದಾರರ ಪಟ್ಟಿ ವಿಶೇಷ ಸಂಕ್ಷಿಪ್ತ ಪರಿಷ್ಕರಣೆ ಅಭಿಯಾನ ನಡೆಯಲಿದೆ ಎಂದು ಅಪರ ಜಿಲ್ಲಾಧಿಕಾರಿ ತಿಳಿಸಿದರು. ಜಿಲ್ಲೆಯಲ್ಲಿ 1739 ಮತಗಟ್ಟೆಗಳಿದ್ದು 15,69,289 ಮತದಾರರಿದ್ದಾರೆ. 18 ವರ್ಷ ತುಂಬಿದ ಯುವಕರು ಮತದಾರರ ಪಟ್ಟಿಗೆ ಹೆಸರು ಸೇರ್ಪಡೆ ಮಾಡಿಕೊಳ್ಳಬೇಕು. ಹೆಸರು ತಿದ್ದುಪಡಿ, ವಿಳಾಸ ಬದಲಾವಣೆ ಹಾಗೂ ಹೆಸರು ತೆಗೆದು ಹಾಕಲು ಅರ್ಜಿ ಸಲ್ಲಿಸಬಹುದು. ಚಿತ್ರದುರ್ಗ: ಭಾರತ ಚುನಾವಣಾ ಆಯೋಗದ ನಿರ್ದೇಶನದಂತೆ ಜಿಲ್ಲೆಯಲ್ಲಿ ಅಕ್ಟೋಬರ್ 27 ರಿಂದ ಡಿಸೆಂಬರ್ 9 ರವರೆಗೆ ಮತದಾರರ ಪಟ್ಟಿ ವಿಶೇಷ ಸಂಕ್ಷಿಪ್ತ ಪರಿಷ್ಕರಣೆ ಅಭಿಯಾನ ನಡೆಯಲಿದೆ ಎಂದು ಅಪರ ಜಿಲ್ಲಾಧಿಕಾರಿ ತಿಳಿಸಿದರು. ಜಿಲ್ಲೆಯಲ್ಲಿ 1739 ಮತಗಟ್ಟೆಗಳಿದ್ದು 15,69,289 ಮತದಾರರಿದ್ದಾರೆ. 18 ವರ್ಷ ತುಂಬಿದ ಯುವಕರು ಮತದಾರರ ಪಟ್ಟಿಗೆ ಹೆಸರು ಸೇರ್ಪಡೆ ಮಾಡಿಕೊಳ್ಳಬೇಕು. ಹೆಸರು ತಿದ್ದುಪಡಿ, ವಿಳಾಸ ಬದಲಾವಣೆ ಹಾಗೂ ಹೆಸರು ತೆಗೆದು ಹಾಕಲು ಅರ್ಜಿ ಸಲ್ಲಿಸಬಹುದು. ಚಿತ್ರದುರ್ಗ: ಭಾರತ ಚುನಾವಣಾ ಆಯೋಗದ ನಿರ್ದೇಶನದಂತೆ ಜಿಲ್ಲೆಯಲ್ಲಿ ಅಕ್ಟೋಬರ್ 27 ರಿಂದ ಡಿಸೆಂಬರ್ 9 ರವರೆಗೆ ಮತದಾರರ ಪಟ್ಟಿ ವಿಶೇಷ ಸಂಕ್ಷಿಪ್ತ ಪರಿಷ್ಕರಣೆ ಅಭಿಯಾನ ನಡೆಯಲಿದೆ ಎಂದು ಅಪರ ಜಿಲ್ಲಾಧಿಕಾರಿ ತಿಳಿಸಿದರು. ಜಿಲ್ಲೆಯಲ್ಲಿ 1739 ಮತಗಟ್ಟೆಗಳಿದ್ದು 15,69,289 ಮತ <box>567 670 666 791</box>
voters-headline: ಮತದಾರರ ಪಟ್ಟಿ ಪರಿಷ್ಕರಣೆ: ಇಂದಿನಿಂದ ವಿಶೇಷ ಅಭಿಯಾನ: ಎಡಿಸಿ ಶ್ರೀನಿವಾಸ <box>363 538 573 548</box>
ambel-headline: ಅಂಬಲ್‌ನಿಂದ ನೂತನ ಇಮ್ಯಾಜಿನ್ ಸ್ಟೋರ್ <box>40 57 254 75</box>
brahmanas-body-col3: ಚಿತ್ರದುರ್ಗ: ನಗರದ ಶ್ರೀ ಕನ್ನಿಕಾ ಪರಮೇಶ್ವರಿ ದೇವಸ್ಥಾನದ ಆವರಣದಲ್ಲಿ ಅ.29ರಂದು ನಮ್ಮ ಬ್ರಾಹ್ಮಣನಪಟ ದಸರಾ ಉತ್ಸವ ಆಯೋಜಿಸಲಾಗಿದೆ. 101 ದೇವತೆಗಳಿಗೆ ಮಹಾ ಆರತಿ ನಡೆಯಲಿದ್ದು, ನಂತರ ನಗರದ ಪ್ರಮುಖ ಬೀದಿಗಳಲ್ಲಿ ಬೃಹತ್ ಶೋಭಾಯಾತ್ರೆ ಸಾಗಲಿದೆ. ಭಕ್ತಾದಿಗಳು ಹೆಚ್ಚಿನ ಸಂಖ್ಯೆಯಲ್ಲಿ ಭಾಗವಹಿಸಿ ಕಾರ್ಯಕ್ರಮವನ್ನು ಯಶಸ್ವಿಗೊಳಿಸಬೇಕು ಎಂದು ಸಮಿತಿ ಮನವಿ ಮಾಡಿದೆ. ಚಿತ್ರದುರ್ಗ: ನಗರದ ಶ್ರೀ ಕನ್ನಿಕಾ ಪರಮೇಶ್ವರಿ ದೇವಸ್ಥಾನದ ಆವರಣದಲ್ಲಿ ಅ.29ರಂದು ನಮ್ಮ ಬ್ರಾಹ್ಮಣನಪಟ ದಸರಾ ಉತ್ಸವ ಆಯೋಜಿಸಲಾಗಿದೆ. 101 ದೇವತೆಗಳಿಗೆ ಮಹಾ ಆರತಿ ನಡೆಯಲಿದ್ದು, ನಂತರ ನಗರದ ಪ್ರಮುಖ ಬೀದಿಗಳಲ್ಲಿ ಬೃಹತ್ ಶೋಭಾಯಾತ್ರೆ ಸಾಗಲಿದೆ. ಭಕ್ತಾದಿಗಳು ಹೆಚ್ಚಿನ ಸಂಖ್ಯೆಯಲ್ಲಿ ಭಾಗವಹಿಸಿ ಕಾರ್ಯಕ್ರಮವನ್ನು ಯಶಸ್ವಿಗೊಳಿಸಬೇಕು ಎಂದು ಸಮಿತಿ ಮನವಿ ಮಾಡಿದೆ. ಚಿತ್ರದುರ್ಗ: ನಗರದ ಶ್ರೀ ಕನ್ನಿಕಾ ಪರಮೇಶ್ವರಿ ದೇವಸ್ಥಾನದ ಆವರಣದಲ್ಲಿ ಅ.29ರಂದು ನಮ್ಮ ಬ್ರಾಹ್ಮಣನಪಟ ದಸರಾ ಉತ್ಸವ ಆಯೋಜಿಸಲಾಗಿದೆ. 101 ದೇವತೆಗಳಿಗೆ ಮಹಾ ಆರತಿ ನಡೆಯಲಿದ್ದು, ನಂತರ ನಗರದ ಪ್ರಮುಖ ಬೀದಿಗಳಲ್ಲಿ ಬೃಹತ್ ಶೋಭಾಯಾತ್ರೆ ಸಾಗಲಿದೆ. ಭಕ್ತಾದಿಗಳು ಹೆಚ್ಚಿನ ಸಂಖ್ಯೆಯಲ್ಲಿ ಭಾಗವಹಿಸಿ ಕಾರ್ಯಕ್ರಮವನ್ನು ಯಶಸ್ವಿಗೊಳಿಸಬೇಕು ಎಂದು ಸಮಿತಿ ಮನವಿ ಮಾಡಿದೆ. ಚಿತ್ರದುರ್ಗ: ನಗರದ ಶ್ರೀ ಕನ್ನಿಕಾ ಪರಮೇಶ್ವರಿ ದೇವಸ್ಥಾನದ ಆವರಣದಲ್ಲಿ ಅ.29ರಂದು ನಮ್ಮ ಬ್ರಾಹ್ಮಣನಪಟ ದಸರಾ ಉತ್ಸವ ಆಯೋಜಿಸಲಾಗಿದೆ. 101 ದೇವತೆಗಳಿಗೆ ಮಹಾ ಆರತಿ ನಡೆಯಲಿದ್ದು, ನಂತರ ನಗರದ ಪ್ರಮುಖ ಬೀದಿಗಳಲ್ಲಿ ಬೃಹತ್ ಶೋಭಾಯಾತ್ರೆ ಸಾಗಲಿದೆ. ಭಕ್ತಾದಿಗಳು ಹೆಚ್ಚಿನ ಸಂಖ್ಯೆಯಲ್ಲಿ ಭಾಗವಹಿಸಿ ಕಾರ್ಯಕ್ರಮವನ್ನು ಯಶಸ್ವಿಗೊಳಿಸಬೇಕು ಎಂದು ಸಮಿತಿ ಮನವಿ ಮಾಡಿದೆ. <box>571 328 666 487</box>
divider <box>40 790 356 791</box>
divider <box>363 534 666 535</box>
column-divider <box>359 56 360 1014</box>
brahmanas-subhead: 101 ದೇವತೆಗಳಿಗೆ ಮಹಾ ಆರತಿ : ಬೃಹತ್ ಶೋಭಾಯಾತ್ರೆ <box>414 311 615 323</box>
valmiki-portrait <box>148 814 242 920</box>
dasara-body-col2: ಚಿತ್ರದುರ್ಗ: ಇದೇ ತಿಂಗಳ 23ರಂದು ಮುಕ್ತಾಯಗೊಂಡ ವಿಶ್ವ ವಿಖ್ಯಾತ ಮೈಸೂರು ದಸರಾ ಮಹೋತ್ಸವದಲ್ಲಿ ಜಿಲ್ಲೆಯಿಂದ ಭಾಗವಹಿಸಿದ್ದ ಸ್ತಬ್ಧ ಚಿತ್ರಕ್ಕೆ ಪ್ರಶಸ್ತಿ ಲಭಿಸಿದೆ. ಈ ಹಿನ್ನೆಲೆಯಲ್ಲಿ ಜಿಲ್ಲಾಡಳಿತ ಹಾಗೂ ಉನ್ನತ ಶಿಕ್ಷಣ ಸಚಿವರಿಗೆ ಕಾಂಗ್ರೆಸ್ ಮುಖಂಡರು ಅಭಿನಂದನೆ ಸಲ್ಲಿಸಿದ್ದಾರೆ. ಜಿಲ್ಲೆಯ ಇತಿಹಾಸ, ಸಂಸ್ಕೃತಿ ಹಾಗೂ ಪರಂಪರೆಯನ್ನು ಬಿಂಬಿಸುವ ಸ್ತಬ್ಧ ಚಿತ್ರವು ಜನಮನ ಸೆಳೆಯಿತು. ಕೋಟೆ, ಒನಕೆ ಓಬವ್ವ ಹಾಗೂ ಜಿಲ್ಲೆಯ ಪ್ರಮುಖ ಪ್ರವಾಸಿ ತಾಣಗಳನ್ನು ಅದ್ಭುತವಾಗಿ ಚಿತ್ರಿಸಲಾಗಿತ್ತು. ಚಿತ್ರದುರ್ಗ: ಇದೇ ತಿಂಗಳ 23ರಂದು ಮುಕ್ತಾಯಗೊಂಡ ವಿಶ್ವ ವಿಖ್ಯಾತ ಮೈಸೂರು ದಸರಾ ಮಹೋತ್ಸವದಲ್ಲಿ ಜಿಲ್ಲೆಯಿಂದ ಭಾಗವಹಿಸಿದ್ದ ಸ್ತಬ್ಧ ಚಿತ್ರಕ್ಕೆ ಪ್ರಶಸ್ತಿ ಲಭಿಸಿದೆ. ಈ ಹಿನ್ನೆಲೆಯಲ್ಲಿ ಜಿಲ್ಲಾಡಳಿತ ಹಾಗೂ ಉನ್ನತ ಶಿಕ್ಷಣ ಸಚಿವರಿಗೆ ಕಾಂಗ್ರೆಸ್ ಮುಖಂಡರು ಅಭಿನಂದನೆ ಸಲ್ಲಿಸಿದ್ದಾರೆ. ಜಿಲ್ಲೆಯ ಇತಿಹಾಸ, ಸಂಸ್ಕೃತಿ ಹಾಗೂ ಪರಂಪರೆಯನ್ನು ಬಿಂಬಿಸುವ ಸ್ತಬ್ಧ ಚಿತ್ರವು ಜನಮನ <box>440 178 514 286</box>
divider <box>40 331 356 332</box>
ambel-body-col1: ಕರ್ನಾಟಕ ಪ್ರೀಮಿಯಂ ಆಪಲ್ ಮೈಸೂರು ದೇವರಾಜ ಮತ್ತು ಆದಿ ಶಕ್ತಿ ರಸ್ತೆಯಲ್ಲಿ ಇರುವ ನೂತನ ಇಮ್ಯಾಜಿನ್ ಸ್ಟೋರ್ ಅನ್ನು ಉದ್ಘಾಟಿಸಲಾಯಿತು. ಈ ಸಂದರ್ಭದಲ್ಲಿ ಮಾತನಾಡಿದ ಅಂಬಲ್‌ನಿಂದ ನೂತನ ಇಮ್ಯಾಜಿನ್ ಸ್ಟೋರ್ ಗ್ರಾಹಕರಿಗೆ ಉತ್ತಮ ಅನುಭವ ನೀಡಲಿದೆ. ಮೈಸೂರಿನಲ್ಲಿ ಆಪಲ್ ಉತ್ಪನ್ನಗಳ ಅತ್ಯುತ್ತಮ ಸೇವೆ ಮತ್ತು ಮಾರಾಟ ಸೌಲಭ್ಯ ಒದಗಿಸಲಾಗುವುದು ಎಂದು ತಿಳಿಸಿದರು. ಗ್ರಾಹಕರ ಅನುಕೂಲಕ್ಕಾಗಿ ವಿಶೇಷ ರಿಯಾಯಿತಿ ಮತ್ತು ಕೊಡುಗೆಗಳನ್ನು ಘೋಷಿಸಲಾಗಿದೆ. ಹಬ್ಬದ ಸಂದರ್ಭದಲ್ಲಿ ಐಫೋನ್, ಐಪ್ಯಾಡ್, ಮ್ಯಾಕ್‌ಬುಕ್ ಮತ್ತು ವಾಚ್ ಖರೀದಿಗೆ ಆಕರ್ಷಕ ಇಎಂಐ ಸೌಲಭ್ಯ ಲಭ್ಯವಿದೆ. ಇಮ್ಯಾಜಿನ್ ಸ್ಟೋರ್‌ನ ಸಿಬ್ಬಂದಿ ಗ್ರಾಹಕರಿಗೆ ಉತ್ಪನ್ನಗಳ ಬಗ್ಗೆ ಸಂಪೂರ್ಣ ಮಾಹಿತಿ ನೀಡಲಿದ್ದಾರೆ. ಕರ್ನಾಟಕ ಪ್ರೀಮಿಯಂ ಆಪಲ್ ಮೈಸೂರು ದೇವರಾಜ ಮತ್ತು ಆದಿ ಶಕ್ತಿ ರಸ್ತೆಯಲ್ಲಿ ಇರುವ ನೂತನ ಇಮ್ಯಾಜಿನ್ ಸ್ಟೋರ್ ಅನ್ನು ಉದ್ಘಾಟಿಸಲಾಯಿತು. ಈ ಸಂದರ್ಭದಲ್ಲಿ ಮಾತನಾಡಿದ ಅಂಬಲ್‌ನಿಂದ ನೂತನ ಇಮ್ಯಾಜಿನ್ ಸ್ಟೋರ್ ಗ್ರಾಹಕರಿಗೆ ಉತ್ತಮ ಅನುಭವ ನೀಡಲಿದೆ. ಮೈಸೂರಿನಲ್ಲಿ ಆಪಲ್ ಉತ್ಪನ್ನಗಳ ಅತ್ಯುತ್ತಮ ಸೇವೆ ಮತ್ತು ಮಾರಾಟ ಸೌಲಭ್ಯ ಒದಗಿಸಲಾಗುವುದು ಎಂದು ತಿಳಿಸಿದರು. ಗ್ರಾಹಕರ ಅನುಕೂಲಕ್ಕಾಗಿ ವಿಶೇಷ ರಿಯಾಯಿತಿ ಮತ್ತು ಕೊಡುಗೆಗಳನ್ನು ಘೋಷಿಸಲಾಗಿದೆ. ಹಬ್ಬದ ಸಂದರ್ಭದಲ್ಲಿ ಐಫೋನ್, ಐಪ್ಯಾಡ್, ಮ್ಯಾಕ್‌ಬುಕ್ ಮತ್ತು ವಾಚ್ ಖರೀದಿಗೆ ಆಕರ್ಷಕ ಇಎಂಐ ಸೌಲಭ್ಯ ಲಭ್ಯವಿದೆ. ಇಮ್ಯಾಜಿನ್ ಸ್ಟೋರ್‌ನ ಸಿಬ್ಬಂದಿ ಗ್ರಾಹಕರಿಗೆ ಉತ್ಪನ್ನಗಳ ಬಗ್ಗೆ ಸಂಪೂರ್ಣ ಮಾಹಿತಿ ನೀಡಲಿದ್ದಾರೆ. ಕರ್ನಾಟಕ ಪ್ರೀಮಿಯಂ ಆಪಲ್ ಮೈಸೂರು ದೇವರಾಜ ಮತ್ತು ಆದಿ ಶಕ್ತಿ ರಸ್ತೆಯಲ್ಲಿ ಇರುವ ನೂತನ ಇಮ್ಯಾಜಿನ್ ಸ್ಟೋರ್ ಅನ್ನು ಉದ್ಘಾಟಿಸಲಾಯಿತು. ಈ ಸಂದರ್ಭದಲ್ಲಿ ಮಾತನಾಡಿದ ಅಂಬಲ್‌ನಿಂದ ನೂತನ ಇಮ್ಯಾಜಿನ್ ಸ್ಟೋರ್ ಗ್ರಾಹಕರಿಗೆ ಉತ್ತಮ ಅನುಭವ ನೀಡಲಿದೆ. ಮೈಸೂರಿನಲ್ಲಿ ಆಪಲ್ ಉತ್ಪನ್ನಗಳ ಅತ್ಯುತ್ತಮ ಸೇವೆ ಮತ್ತು ಮಾರಾಟ ಸೌಲಭ್ಯ ಒದಗಿಸಲಾಗುವುದು ಎಂದು ತಿಳಿಸಿದರು. ಗ್ರಾಹಕರ ಅನುಕೂಲಕ್ಕಾಗಿ ವಿಶೇಷ ರಿಯಾಯಿತಿ ಮತ್ತು ಕೊಡುಗೆಗಳನ್ನು ಘೋಷಿಸಲಾಗಿದೆ. ಹಬ್ಬದ ಸಂದರ್ಭದಲ್ಲಿ ಐಫೋನ್, ಐಪ್ಯಾಡ್, ಮ್ಯಾಕ್‌ಬುಕ್ ಮತ್ತು ವಾಚ್ ಖರೀದಿಗೆ ಆಕರ್ಷಕ ಇಎಂಐ ಸೌಲಭ್ಯ ಲಭ್ಯವಿದೆ. ಇಮ್ಯಾಜಿನ್ ಸ್ಟೋರ್‌ನ ಸಿಬ್ಬಂದಿ ಗ್ರಾಹಕರಿಗೆ ಉತ್ಪನ್ನಗಳ ಬಗ್ಗೆ ಸಂಪೂರ್ಣ ಮಾಹಿತಿ ನೀಡಲಿದ್ದಾರೆ. ಕರ್ನಾಟಕ ಪ್ರೀಮಿಯಂ ಆಪಲ್ ಮೈಸೂರು ದೇವರಾಜ ಮತ್ತು ಆದಿ ಶಕ್ತಿ ರಸ್ತೆಯಲ್ಲಿ ಇರುವ ನೂತನ ಇಮ್ಯಾಜಿನ್ ಸ್ಟೋರ್ ಅನ್ನು ಉದ್ಘಾಟಿಸಲಾಯಿತು. ಈ ಸಂದರ್ಭದಲ್ಲಿ ಮಾತನಾಡಿದ ಅಂಬಲ್‌ನಿಂದ ನೂತನ ಇಮ್ಯಾಜಿನ್ ಸ್ಟೋರ್ ಗ್ರಾಹಕರಿಗೆ ಉತ್ತಮ ಅನುಭವ ನೀಡಲಿದೆ. ಮೈಸೂರಿನಲ್ಲಿ ಆಪಲ್ ಉತ್ಪನ್ನಗಳ ಅತ್ಯುತ್ತಮ ಸೇವೆ ಮತ್ತು ಮಾರಾಟ ಸೌಲಭ್ಯ ಒದಗಿಸಲಾಗುವುದು ಎಂದು ತಿಳಿಸಿದರು. ಗ್ರಾಹಕರ ಅನುಕೂಲಕ್ಕಾಗಿ ವಿಶೇಷ ರಿಯಾಯಿತಿ ಮತ್ತು ಕೊಡುಗೆಗಳನ್ನು ಘೋಷಿಸಲಾಗಿದೆ. ಹಬ್ಬದ ಸಂದರ್ಭದಲ್ಲಿ ಐಫೋನ್, ಐಪ್ಯಾಡ್, ಮ್ಯಾಕ್‌ಬುಕ್ ಮತ್ತು ವಾಚ್ ಖರೀದಿಗೆ ಆಕರ್ಷಕ ಇಎಂಐ <box>40 80 140 328</box>
dasara-headline: ವಿಶ್ವ ವಿಖ್ಯಾತ ಮೈಸೂರು ದಸರಾಗೆ ಜಾವೇದ್ಹತ ಮದವ ಸ್ತಬ್ಧ ಚಿತ್ರ, <box>363 57 577 69</box>
masthead <box>38 24 668 52</box>
ambel-body-col2: ಕರ್ನಾಟಕ ಪ್ರೀಮಿಯಂ ಆಪಲ್ ಮೈಸೂರು ದೇವರಾಜ ಮತ್ತು ಆದಿ ಶಕ್ತಿ ರಸ್ತೆಯಲ್ಲಿ ಇರುವ ನೂತನ ಇಮ್ಯಾಜಿನ್ ಸ್ಟೋರ್ ಅನ್ನು ಉದ್ಘಾಟಿಸಲಾಯಿತು. ಈ ಸಂದರ್ಭದಲ್ಲಿ ಮಾತನಾಡಿದ ಅಂಬಲ್‌ನಿಂದ ನೂತನ ಇಮ್ಯಾಜಿನ್ ಸ್ಟೋರ್ ಗ್ರಾಹಕರಿಗೆ ಉತ್ತಮ ಅನುಭವ ನೀಡಲಿದೆ. ಮೈಸೂರಿನಲ್ಲಿ ಆಪಲ್ ಉತ್ಪನ್ನಗಳ ಅತ್ಯುತ್ತಮ ಸೇವೆ ಮತ್ತು ಮಾರಾಟ ಸೌಲಭ್ಯ ಒದಗಿಸಲಾಗುವುದು ಎಂದು ತಿಳಿಸಿದರು. ಗ್ರಾಹಕರ ಅನುಕೂಲಕ್ಕಾಗಿ ವಿಶೇಷ ರಿಯಾಯಿತಿ ಮತ್ತು ಕೊಡುಗೆಗಳನ್ನು ಘೋಷಿಸಲಾಗಿದೆ. ಹಬ್ಬದ ಸಂದರ್ಭದಲ್ಲಿ ಐಫೋನ್, ಐಪ್ಯಾಡ್, ಮ್ಯಾಕ್‌ಬುಕ್ ಮತ್ತು ವಾಚ್ ಖರೀದಿಗೆ ಆಕರ್ಷಕ ಇಎಂಐ ಸೌಲಭ್ಯ ಲಭ್ಯವಿದೆ. ಇಮ್ಯಾಜಿನ್ ಸ್ಟೋರ್‌ನ ಸಿಬ್ಬಂದಿ ಗ್ರಾಹಕರಿಗೆ ಉತ್ಪನ್ನಗಳ ಬಗ್ಗೆ ಸಂಪೂರ್ಣ ಮಾಹಿತಿ ನೀಡಲಿದ್ದಾರೆ. ಕರ್ನಾಟಕ ಪ್ರೀಮಿಯಂ ಆಪಲ್ ಮೈಸೂರು ದೇವರಾಜ ಮತ್ತು ಆದಿ ಶಕ್ತಿ ರಸ್ತೆಯಲ್ಲಿ ಇರುವ ನೂತನ ಇಮ್ಯಾಜಿನ್ ಸ್ಟೋರ್ ಅನ್ನು ಉದ್ಘಾಟಿಸಲಾಯಿತು. ಈ ಸಂದರ್ಭದಲ್ಲಿ ಮಾತನಾಡಿದ ಅಂಬಲ್‌ನಿಂದ ನೂತನ ಇಮ್ಯಾಜಿನ್ ಸ್ಟೋರ್ ಗ್ರಾಹಕರಿಗೆ ಉತ್ತಮ ಅನುಭವ ನೀಡಲಿದೆ. ಮೈಸೂರಿನಲ್ಲಿ ಆಪಲ್ ಉತ್ಪನ್ನಗಳ ಅತ್ಯುತ್ತಮ ಸೇವೆ ಮತ್ತು ಮಾರಾಟ ಸೌಲಭ್ಯ ಒದಗಿಸಲಾಗುವುದು ಎಂದು ತಿಳಿಸಿದರು. ಗ್ರಾಹಕರ ಅನುಕೂಲಕ್ಕಾಗಿ ವಿಶೇಷ ರಿಯಾಯಿತಿ ಮತ್ತು ಕೊಡುಗೆಗಳನ್ನು ಘೋಷಿಸಲಾಗಿದೆ. ಹಬ್ಬದ ಸಂದರ್ಭದಲ್ಲಿ ಐಫೋನ್, ಐಪ್ಯಾಡ್, ಮ್ಯಾಕ್‌ಬುಕ್ ಮತ್ತು ವಾಚ್ ಖರೀದಿಗೆ ಆಕರ್ಷಕ ಇಎಂಐ ಸೌಲಭ್ಯ ಲಭ್ಯವಿದೆ. ಇಮ್ಯಾಜಿನ್ ಸ್ಟೋರ್‌ನ ಸಿಬ್ಬಂದಿ ಗ್ರಾಹಕರಿಗೆ ಉತ್ಪನ್ನಗಳ ಬಗ್ಗೆ ಸಂಪೂರ್ಣ ಮಾಹಿತಿ ನೀಡಲಿದ್ದಾರೆ. ಕರ್ನಾಟಕ ಪ್ರೀಮಿಯಂ ಆಪಲ್ ಮೈಸೂರು ದೇವರಾಜ ಮತ್ತು ಆದಿ ಶಕ್ತಿ ರಸ್ತೆಯಲ್ಲಿ ಇರುವ ನೂತನ ಇಮ್ಯಾಜಿನ್ ಸ್ಟೋರ್ ಅನ್ನು ಉದ್ಘಾಟಿಸಲಾಯಿತು. ಈ ಸಂದರ್ಭದಲ್ಲಿ ಮಾತನಾಡಿದ ಅಂಬಲ್‌ನಿಂದ ನೂತನ ಇಮ್ಯಾಜಿನ್ ಸ್ಟೋರ್ ಗ್ರಾಹಕರಿಗೆ ಉತ್ತಮ ಅನುಭವ ನೀಡಲಿದೆ. ಮೈಸೂರಿನಲ್ಲಿ ಆಪಲ್ ಉತ್ಪನ್ನಗಳ ಅತ್ಯುತ್ತಮ ಸೇವೆ <box>143 177 247 329</box>
ambel-subhead: ಮೈಸೂರಿನಲ್ಲಿ ಸ್ವಾವಲಂಬಿ ಜೀವನಕ್ಕೆ ದಿಕ್ಕಾದ ಮತ್ತು ಮನೆಗಾಗಿ ಅಧಿನಿಯ 2023ರ ಉತ್ತೇಜನಾ ಸಭೆ <box>40 334 242 342</box>
valmiki-body-col2: ಚಿತ್ರದುರ್ಗ: ಜಿಲ್ಲಾಡಳಿತ, ಜಿಲ್ಲಾ ಪಂಚಾಯತ್ ಹಾಗೂ ಸಮಾಜ ಕಲ್ಯಾಣ ಇಲಾಖೆ ಸಂಯುಕ್ತಾಶ್ರಯದಲ್ಲಿ ಮಹರ್ಷಿ ವಾಲ್ಮೀಕಿ ಜಯಂತಿ ಕಾರ್ಯಕ್ರಮವನ್ನು ಅ.28ರಂದು ನಗರದ ತರಾಸು ರಂಗಮಂದಿರದಲ್ಲಿ ಆಯೋಜಿಸಲಾಗಿದೆ. ಬೆಳಿಗ್ಗೆ 9 ಗಂಟೆಗೆ ನಗರದ ಶ್ರೀ ಬಿ.ದುರ್ಗಾ ದೇವಸ್ಥಾನದಿಂದ ವಾಲ್ಮೀಕಿ ಭಾವಚಿತ್ರದ ಮೆರವಣಿಗೆ ನಡೆಯಲಿದೆ. ಕಾರ್ಯಕ್ರಮದ ಉದ್ಘಾಟನೆಯನ್ನು ಸಚಿವರು ನೆರವೇರಿಸಲಿದ್ದಾರೆ. ಶಾಸಕರು, ಸಂಸದರು ಹಾಗೂ ಜನಪ್ರತಿನಿಧಿಗಳು ಭಾಗವಹಿಸಲಿದ್ದಾರೆ. ಚಿತ್ರದುರ್ಗ: ಜಿಲ್ಲಾಡಳಿತ, ಜಿಲ್ಲಾ ಪಂಚಾಯತ್ ಹಾಗೂ ಸಮಾಜ ಕಲ್ಯಾಣ ಇಲಾಖೆ ಸಂಯುಕ್ತಾಶ್ರಯದಲ್ಲಿ ಮಹರ್ಷಿ ವಾಲ್ಮೀಕಿ ಜಯಂತಿ ಕಾರ್ಯಕ್ರಮವನ್ನು ಅ.28ರಂದು ನಗರದ ತರಾಸು ರಂಗಮಂದಿರದಲ್ಲಿ ಆಯೋಜಿಸಲಾಗಿದೆ. ಬೆಳಿಗ್ಗೆ 9 ಗಂಟೆಗೆ ನಗರದ ಶ್ರೀ ಬಿ.ದುರ್ಗಾ ದೇವಸ್ಥಾನದಿಂದ ವಾಲ್ಮೀಕಿ ಭಾವಚಿತ್ರದ ಮೆರವಣಿಗೆ ನಡೆಯಲಿದೆ. ಕಾರ್ಯಕ್ರಮದ ಉದ್ಘಾಟನೆಯನ್ನು ಸಚಿವರು ನೆರವೇರಿಸಲಿದ್ದಾರೆ. <box>148 930 244 1012</box>
paper-name: ಬಯಲು ಸಿಂಹ <box>273 24 423 52</box>
ashwaroda-body-col1: ಹೊಳಲ್ಕೆರೆ: ತಾಲ್ಲೂಕಿನ ಚಿಕ್ಕಜಾಜೂರು ಗ್ರಾಮದಲ್ಲಿ ಅಶ್ವಾರೂಢ ರಾವುತರಾಯನ ಬಂಡಿ ಉತ್ಸವ ಅದ್ದೂರಿಯಾಗಿ ನಡೆಯಿತು. ಗ್ರಾಮದ ಪ್ರಮುಖ ಬೀದಿಗಳಲ್ಲಿ ಬಂಡಿ ಉತ್ಸವ ಸಾಗಿದ್ದು, ಭಕ್ತಾದಿಗಳು ಹಣ್ಣು ಕಾಯಿ ಸಮರ್ಪಿಸಿ ದೇವರ ದರ್ಶನ ಪಡೆದರು. ರಾತ್ರಿ 10 ಗಂಟೆಗೆ ಆರಂಭಗೊಂಡ ಉತ್ಸವ ಬೆಳಿಗ್ಗೆ 3.30 ರವರೆಗೆ ನಡೆಯಿತು. ಸುತ್ತಮುತ್ತಲಿನ ಗ್ರಾಮಗಳಿಂದ ಸಾವಿರಾರು ಭಕ್ತರು ಆಗಮಿಸಿದ್ದರು. ವಿವಿಧ ಜಾನಪದ ಕಲಾತಂಡಗಳು ಉತ್ಸವಕ್ಕೆ ಮೆರುಗು ನೀಡಿದವು. ಹೊಳಲ್ಕೆರೆ: ತಾಲ್ಲೂಕಿನ ಚಿಕ್ಕಜಾಜೂರು ಗ್ರಾಮದಲ್ಲಿ ಅಶ್ವಾರೂಢ ರಾವುತರಾಯನ ಬಂಡಿ ಉತ್ಸವ ಅದ್ದೂರಿಯಾಗಿ ನಡೆಯಿತು. ಗ್ರಾಮದ ಪ್ರಮುಖ ಬೀದಿಗಳಲ್ಲಿ ಬಂಡಿ ಉತ್ಸವ ಸಾಗಿದ್ದು, ಭಕ್ತಾದಿಗಳು ಹಣ್ಣು ಕಾಯಿ ಸಮರ್ಪಿಸಿ ದೇವರ ದರ್ಶನ ಪಡೆದರು. ರಾತ್ರಿ 10 ಗಂಟೆಗೆ ಆರಂಭಗೊಂಡ ಉತ್ಸವ ಬೆಳಿಗ್ಗೆ 3.30 ರವರೆಗೆ ನಡೆಯಿತು. ಸುತ್ತಮುತ್ತಲಿನ ಗ್ರಾಮಗಳಿಂದ ಸಾವಿರಾರು ಭಕ್ತರು ಆಗಮಿಸಿದ್ದರು. ವಿವಿಧ ಜಾನಪದ ಕಲಾತಂಡಗಳು ಉತ್ಸವಕ್ಕೆ ಮೆರುಗು ನೀಡಿದವು. ಹೊಳಲ್ಕೆರೆ: ತಾಲ್ಲೂಕಿನ ಚಿಕ್ಕಜಾಜೂರು ಗ್ರಾಮದಲ್ಲಿ ಅಶ್ವಾರೂಢ ರಾವುತರಾಯನ ಬಂಡಿ ಉತ್ಸವ ಅದ್ದೂರಿಯಾಗಿ ನಡೆಯಿತು. ಗ್ರಾಮದ ಪ್ರಮುಖ ಬೀದಿಗಳಲ್ಲಿ ಬಂಡಿ ಉತ್ಸವ ಸಾಗಿದ್ದು, ಭಕ್ತಾದಿಗಳು ಹಣ್ಣು ಕಾಯಿ ಸಮರ್ಪಿಸಿ ದೇವರ ದರ್ಶನ ಪಡೆದರು. ರಾತ್ರಿ 10 ಗಂಟೆಗೆ ಆರಂಭಗೊಂಡ ಉತ್ಸವ ಬೆಳಿಗ್ಗೆ 3.30 ರವರೆಗೆ ನಡೆಯಿತು. ಸುತ್ತಮುತ್ತಲಿನ ಗ್ರಾಮಗಳಿಂದ ಸಾವಿರಾರು ಭಕ್ತರು ಆಗಮಿಸಿದ್ದರು. ವಿವಿಧ ಜಾನಪದ ಕಲಾತಂಡಗಳು ಉತ್ಸವಕ್ಕೆ ಮೆರುಗು ನೀಡಿದವು. ಹೊಳಲ್ಕೆರೆ: ತಾಲ್ಲೂಕಿನ ಚಿಕ್ಕಜಾಜೂರು ಗ್ರಾಮದಲ್ಲಿ ಅಶ್ವಾರೂಢ ರಾವುತರಾಯನ ಬಂಡಿ ಉತ್ಸವ ಅದ್ದೂರಿಯಾಗಿ ನಡೆಯಿತು. ಗ್ರಾಮದ ಪ್ರಮುಖ ಬೀದಿಗ <box>363 822 437 1013</box>
brahmanas-body-col1: ಚಿತ್ರದುರ್ಗ: ನಗರದ ಶ್ರೀ ಕನ್ನಿಕಾ ಪರಮೇಶ್ವರಿ ದೇವಸ್ಥಾನದ ಆವರಣದಲ್ಲಿ ಅ.29ರಂದು ನಮ್ಮ ಬ್ರಾಹ್ಮಣನಪಟ ದಸರಾ ಉತ್ಸವ ಆಯೋಜಿಸಲಾಗಿದೆ. 101 ದೇವತೆಗಳಿಗೆ ಮಹಾ ಆರತಿ ನಡೆಯಲಿದ್ದು, ನಂತರ ನಗರದ ಪ್ರಮುಖ ಬೀದಿಗಳಲ್ಲಿ ಬೃಹತ್ ಶೋಭಾಯಾತ್ರೆ ಸಾಗಲಿದೆ. ಭಕ್ತಾದಿಗಳು ಹೆಚ್ಚಿನ ಸಂಖ್ಯೆಯಲ್ಲಿ ಭಾಗವಹಿಸಿ ಕಾರ್ಯಕ್ರಮವನ್ನು ಯಶಸ್ವಿಗೊಳಿಸಬೇಕು ಎಂದು ಸಮಿತಿ ಮನವಿ ಮಾಡಿದೆ. ಚಿತ್ರದುರ್ಗ: ನಗರದ ಶ್ರೀ ಕನ್ನಿಕಾ ಪರಮೇಶ್ವರಿ ದೇವಸ್ಥಾನದ ಆವರಣದಲ್ಲಿ ಅ.29ರಂದು ನಮ್ಮ ಬ್ರಾಹ್ಮಣನಪಟ ದಸರಾ ಉತ್ಸವ ಆಯೋಜಿಸಲಾಗಿದೆ. 101 ದೇವತೆಗಳಿಗೆ ಮಹಾ ಆರತಿ ನಡೆಯಲಿದ್ದು, ನಂತರ ನಗರದ ಪ್ರಮುಖ ಬೀದಿಗಳಲ್ಲಿ ಬೃಹತ್ ಶೋಭಾಯಾತ್ರೆ ಸಾಗಲಿದೆ. ಭಕ್ತಾದಿಗಳು ಹೆಚ್ಚಿನ ಸಂಖ್ಯೆಯಲ್ಲಿ ಭಾಗವಹಿಸಿ ಕಾರ್ಯಕ್ರಮವನ್ನು ಯಶಸ್ವಿಗೊಳಿಸಬೇಕು ಎಂದು ಸಮಿತಿ ಮನವಿ ಮಾಡಿದೆ. ಚಿತ್ರದುರ್ಗ: ನಗರದ ಶ್ರೀ ಕನ್ನಿಕಾ ಪರಮೇಶ್ವರಿ ದೇವಸ್ಥಾನದ ಆವರಣದಲ್ಲಿ ಅ.29ರಂದು ನಮ್ಮ ಬ್ರಾಹ್ಮಣನಪಟ ದಸರಾ ಉತ್ಸವ ಆಯೋಜಿಸಲಾಗಿದೆ. 101 ದೇವತೆಗಳಿಗೆ ಮಹಾ ಆರತಿ ನಡೆಯಲಿದ್ದು, ನಂತರ ನಗರದ ಪ್ರಮುಖ ಬೀದಿಗಳಲ್ಲಿ ಬೃಹತ್ ಶೋಭಾಯಾತ್ರೆ ಸಾಗಲಿದೆ. ಭಕ್ತಾದಿಗಳು ಹೆಚ್ಚಿನ ಸಂಖ್ಯೆಯಲ್ಲಿ ಭಾಗವಹಿಸಿ ಕಾರ್ಯಕ್ರಮವನ್ನು ಯಶಸ್ವಿಗೊಳಿಸಬೇಕು ಎಂದು ಸಮಿತಿ ಮನವಿ ಮಾಡಿದೆ. ಚಿತ್ರದುರ್ಗ: ನಗರದ ಶ್ರೀ ಕನ್ನಿಕಾ ಪರಮೇಶ್ವರಿ ದೇವಸ್ಥಾನದ ಆವರಣದಲ್ಲಿ ಅ.29ರಂದು ನಮ್ಮ ಬ್ರಾಹ್ಮಣನಪಟ ದಸರಾ ಉತ್ಸವ ಆಯೋಜಿಸಲಾಗಿದೆ. 101 ದೇವತೆಗಳಿಗೆ ಮಹಾ ಆರತಿ ನಡೆಯಲಿದ್ದು, ನಂತರ ನಗರದ ಪ್ರಮುಖ ಬೀದಿಗಳಲ್ಲಿ ಬೃಹತ್ ಶೋಭಾಯಾತ್ರೆ ಸಾಗಲಿದೆ. ಭಕ್ತಾದಿಗಳು ಹೆಚ್ಚಿನ ಸಂಖ್ಯೆಯಲ್ಲಿ ಭಾಗವಹಿಸಿ ಕಾರ್ಯಕ್ರಮವನ್ನು ಯಶಸ್ವಿಗೊಳಿಸಬೇಕು ಎಂದು ಸಮಿತಿ ಮನವಿ ಮಾಡಿದೆ. <box>363 328 459 481</box>
valmiki-caption: ಮಹರ್ಷಿ ವಾಲ್ಮೀಕಿ <box>148 923 174 928</box>
pourakarmika-headline-1: ಪೌರಕಾರ್ಮಿಕರ ಆರೋಗ್ಯ <box>90 345 306 376</box>
pourakarmika-body-col2: ಚಿತ್ರದುರ್ಗ: ಜಿಲ್ಲೆಯ ಪೌರಕಾರ್ಮಿಕರ ಆರೋಗ್ಯ ಕಾಪಾಡುವ ನಿಟ್ಟಿನಲ್ಲಿ ಅಧಿಕಾರಿಗಳು ಹೆಚ್ಚಿನ ಕಾಳಜಿ ವಹಿಸಬೇಕು ಎಂದು ಜಿಲ್ಲಾಧಿಕಾರಿ ಸೂಚಿಸಿದರು. ಜಿಲ್ಲಾಧಿಕಾರಿ ಕಚೇರಿ ಸಭಾಂಗಣದಲ್ಲಿ ನಡೆದ ಸಭೆಯಲ್ಲಿ ಮಾತನಾಡಿದ ಅವರು, ಪೌರಕಾರ್ಮಿಕರಿಗೆ ನಿಯಮಿತವಾಗಿ ಆರೋಗ್ಯ ತಪಾಸಣೆ ನಡೆಸಬೇಕು. ಸುರಕ್ಷತಾ ಸಾಧನಗಳನ್ನು ಒದಗಿಸಬೇಕು. ವೇತನ ಸಕಾಲಕ್ಕೆ ಪಾವತಿಸಬೇಕು ಹಾಗೂ ಸರ್ಕಾರದ ಸೌಲಭ್ಯಗಳನ್ನು ತಲುಪಿಸಬೇಕು ಎಂದು ತಿಳಿಸಿದರು. ನಗರಸಭೆ ಹಾಗೂ ಪುರಸಭೆ ವ್ಯಾಪ್ತಿಯಲ್ಲಿ ಕಾರ್ಯನಿರ್ವಹಿಸುವ ಎಲ್ಲಾ ಪೌರಕಾರ್ಮಿಕರಿಗೆ ವಸತಿ ಸೌಲಭ್ಯ ಕಲ್ಪಿಸಲು ಕ್ರಮ ವಹಿಸಬೇಕು. ಚಿತ್ರದುರ್ಗ: ಜಿಲ್ಲೆಯ ಪೌರಕಾರ್ಮಿಕರ ಆರೋಗ್ಯ ಕಾಪಾಡುವ ನಿಟ್ಟಿನಲ್ಲಿ ಅಧಿಕಾರಿಗಳು ಹೆಚ್ಚಿನ ಕಾಳಜಿ ವಹಿಸಬೇಕು ಎಂದು ಜಿಲ್ಲಾಧಿಕಾರಿ ಸೂಚಿಸಿದರು. ಜಿಲ್ಲಾಧಿಕಾರಿ ಕಚೇರಿ ಸಭಾಂಗಣದಲ್ಲಿ ನಡೆದ ಸಭೆಯಲ್ಲಿ ಮಾತನಾಡಿದ ಅವರು, ಪೌರಕಾರ್ಮಿಕರಿಗೆ ನಿಯಮಿತವಾಗಿ ಆರೋಗ್ಯ ತಪಾಸಣೆ ನಡೆಸಬೇಕು. ಸುರಕ್ಷತಾ ಸಾಧನಗಳನ್ನು ಒದಗಿಸಬೇಕು. ವೇತನ ಸಕಾಲಕ್ಕೆ ಪಾವತಿಸಬೇಕು ಹಾಗೂ ಸರ್ಕಾರದ ಸೌಲಭ್ಯಗಳನ್ನು ತಲುಪಿಸಬೇಕು ಎಂದು ತಿಳಿಸಿದರು. ನಗರಸಭೆ ಹಾಗೂ ಪುರಸಭೆ ವ್ಯಾಪ್ತಿಯಲ್ಲಿ ಕಾರ್ಯನಿರ್ವಹಿಸುವ ಎಲ್ಲಾ ಪೌರಕಾರ್ಮಿಕರಿಗೆ ವಸತಿ ಸೌಲಭ್ಯ ಕಲ್ಪಿಸಲು ಕ್ರಮ ವಹಿಸಬೇಕು. ಚಿತ್ರದುರ್ಗ: ಜಿಲ್ಲೆಯ ಪೌರಕಾರ್ಮಿಕರ ಆರೋಗ್ಯ ಕಾಪಾಡುವ ನಿಟ್ಟಿನಲ್ಲಿ ಅಧಿಕಾರಿಗಳು ಹೆಚ್ಚಿನ ಕಾಳಜಿ ವಹಿಸಬೇಕು ಎಂದು ಜಿಲ್ಲಾಧಿಕಾರಿ ಸೂಚಿಸಿದರು. ಜಿಲ್ಲಾಧಿಕಾರಿ ಕಚೇರಿ ಸಭಾಂಗಣದಲ್ಲಿ ನಡೆದ ಸಭೆಯಲ್ಲಿ ಮಾತನಾಡಿದ ಅವರು, ಪೌರಕಾರ್ಮಿಕರಿಗೆ ನಿಯಮಿತವಾಗಿ ಆರೋಗ್ಯ ತಪಾಸಣೆ ನಡೆಸಬೇಕು. ಸುರಕ್ಷತಾ ಸಾಧನಗಳನ್ನು ಒದಗಿಸಬೇಕು. ವೇತನ ಸಕಾಲಕ್ಕೆ ಪಾವತಿಸಬೇಕು ಹಾಗೂ ಸರ್ಕಾರದ ಸೌಲಭ್ಯಗಳನ್ನು ತಲುಪಿಸಬೇಕು ಎಂದು ತಿಳಿಸಿದರು. ನಗರಸಭೆ ಹಾಗೂ ಪುರಸಭೆ ವ್ಯಾಪ್ತಿಯಲ್ಲಿ ಕಾರ್ಯನಿರ್ವಹಿಸುವ ಎಲ್ಲಾ ಪೌರಕಾರ್ಮಿಕರಿಗೆ ವಸತಿ ಸೌಲಭ್ಯ ಕಲ್ಪಿಸಲು ಕ್ರಮ ವಹಿಸಬೇಕು. ಚಿತ್ರದುರ್ಗ: ಜಿಲ್ಲೆಯ ಪೌರಕಾರ್ಮಿಕರ ಆರೋಗ್ಯ ಕಾಪಾಡುವ ನಿಟ್ಟಿನಲ್ಲಿ ಅಧಿಕಾರಿಗಳು ಹೆಚ್ಚಿನ ಕಾಳಜಿ ವಹಿಸಬೇಕು ಎಂದು ಜಿಲ್ಲಾಧಿಕಾರಿ ಸೂಚಿಸಿದರು. ಜಿಲ್ಲಾಧಿಕಾರಿ ಕಚೇರಿ ಸಭಾಂಗಣದಲ್ಲಿ ನಡೆದ ಸಭೆಯಲ್ಲಿ ಮಾತನಾಡಿದ ಅವರು, ಪೌರಕಾರ್ಮಿಕರಿಗೆ ನಿಯಮಿತವಾಗಿ ಆರೋಗ್ಯ ತಪಾಸಣೆ ನಡೆಸಬೇಕು. ಸುರಕ್ಷತಾ ಸಾಧನಗಳನ್ನು ಒದಗಿಸಬೇಕು. ವೇತನ ಸಕಾಲಕ್ಕೆ ಪಾವತಿಸಬೇಕು ಹಾಗೂ ಸರ್ಕಾರದ ಸೌಲಭ್ಯಗಳನ್ನು ತಲುಪಿಸಬೇಕು ಎಂದು ತಿಳಿಸಿದರು. ನಗರಸಭೆ ಹಾಗೂ ಪುರಸಭೆ ವ್ಯಾಪ್ತಿಯಲ್ಲಿ ಕಾರ್ಯನಿರ್ವಹಿಸುವ ಎಲ್ಲಾ ಪೌರಕಾರ್ಮಿಕರಿಗೆ ವಸತಿ ಸೌಲಭ್ಯ ಕಲ್ಪಿಸಲು ಕ್ರಮ ವಹಿಸಬೇಕು. <box>145 552 249 762</box>
ambel-body-col3: ಕರ್ನಾಟಕ ಪ್ರೀಮಿಯಂ ಆಪಲ್ ಮೈಸೂರು ದೇವರಾಜ ಮತ್ತು ಆದಿ ಶಕ್ತಿ ರಸ್ತೆಯಲ್ಲಿ ಇರುವ ನೂತನ ಇಮ್ಯಾಜಿನ್ ಸ್ಟೋರ್ ಅನ್ನು ಉದ್ಘಾಟಿಸಲಾಯಿತು. ಈ ಸಂದರ್ಭದಲ್ಲಿ ಮಾತನಾಡಿದ ಅಂಬಲ್‌ನಿಂದ ನೂತನ ಇಮ್ಯಾಜಿನ್ ಸ್ಟೋರ್ ಗ್ರಾಹಕರಿಗೆ ಉತ್ತಮ ಅನುಭವ ನೀಡಲಿದೆ. ಮೈಸೂರಿನಲ್ಲಿ ಆಪಲ್ ಉತ್ಪನ್ನಗಳ ಅತ್ಯುತ್ತಮ ಸೇವೆ ಮತ್ತು ಮಾರಾಟ ಸೌಲಭ್ಯ ಒದಗಿಸಲಾಗುವುದು ಎಂದು ತಿಳಿಸಿದರು. ಗ್ರಾಹಕರ ಅನುಕೂಲಕ್ಕಾಗಿ ವಿಶೇಷ ರಿಯಾಯಿತಿ ಮತ್ತು ಕೊಡುಗೆಗಳನ್ನು ಘೋಷಿಸಲಾಗಿದೆ. ಹಬ್ಬದ ಸಂದರ್ಭದಲ್ಲಿ ಐಫೋನ್, ಐಪ್ಯಾಡ್, ಮ್ಯಾಕ್‌ಬುಕ್ ಮತ್ತು ವಾಚ್ ಖರೀದಿಗೆ ಆಕರ್ಷಕ ಇಎಂಐ ಸೌಲಭ್ಯ ಲಭ್ಯವಿದೆ. ಇಮ್ಯಾಜಿನ್ ಸ್ಟೋರ್‌ನ ಸಿಬ್ಬಂದಿ ಗ್ರಾಹಕರಿಗೆ ಉತ್ಪನ್ನಗಳ ಬಗ್ಗೆ ಸಂಪೂರ್ಣ ಮಾಹಿತಿ ನೀಡಲಿದ್ದಾರೆ. ಕರ್ನಾಟಕ ಪ್ರೀಮಿಯಂ ಆಪಲ್ ಮೈಸೂರು ದೇವರಾಜ ಮತ್ತು ಆದಿ ಶಕ್ತಿ ರಸ್ತೆಯಲ್ಲಿ ಇರುವ ನೂತನ ಇಮ್ಯಾಜಿನ್ ಸ್ಟೋರ್ ಅನ್ನು ಉದ್ಘಾಟಿಸಲಾಯಿತು. ಈ ಸಂದರ್ಭದಲ್ಲಿ ಮಾತನಾಡಿದ ಅಂಬಲ್‌ನಿಂದ ನೂತನ ಇಮ್ಯಾಜಿನ್ ಸ್ಟೋರ್ ಗ್ರಾಹಕರಿಗೆ ಉತ್ತಮ ಅನುಭವ ನೀಡಲಿದೆ. ಮೈಸೂರಿನಲ್ಲಿ ಆಪಲ್ ಉತ್ಪನ್ನಗಳ ಅತ್ಯುತ್ತಮ ಸೇವೆ ಮತ್ತು ಮಾರಾಟ ಸೌಲಭ್ಯ ಒದಗಿಸಲಾಗುವುದು ಎಂದು ತಿಳಿಸಿದರು. ಗ್ರಾಹಕರ ಅನುಕೂಲಕ್ಕಾಗಿ ವಿಶೇಷ ರಿಯಾಯಿತಿ ಮತ್ತು ಕೊಡುಗೆಗಳನ್ನು ಘೋಷಿಸಲಾಗಿದೆ. ಹಬ್ಬದ ಸಂದರ್ಭದಲ್ಲಿ ಐಫೋನ್, ಐಪ್ಯಾಡ್, ಮ್ಯಾಕ್‌ಬುಕ್ ಮತ್ತು ವಾಚ್ ಖರೀದಿಗೆ ಆಕರ್ಷಕ ಇಎಂಐ ಸೌಲಭ್ಯ ಲಭ್ಯವಿದೆ. ಇಮ್ಯಾಜಿನ್ ಸ್ಟೋರ್‌ನ ಸಿಬ್ಬಂದಿ ಗ್ರಾಹಕರಿಗೆ ಉತ್ಪನ್ನಗಳ ಬಗ್ಗೆ ಸಂಪೂರ್ಣ ಮಾಹಿತಿ ನೀಡಲಿದ್ದಾರೆ. ಕರ್ನಾಟಕ ಪ್ರೀಮಿಯಂ ಆಪಲ್ ಮೈಸೂರು ದೇವರಾಜ ಮತ್ತು ಆದಿ ಶಕ್ತಿ ರಸ್ತೆಯಲ್ಲಿ ಇರುವ ನೂತನ ಇಮ್ಯಾಜಿನ್ ಸ್ಟೋರ್ ಅನ್ನು ಉದ್ಘಾಟಿಸಲಾಯಿತು. ಈ ಸಂದರ್ಭದಲ್ಲಿ ಮಾತನಾಡಿದ ಅಂಬಲ್‌ನಿಂದ ನೂತನ ಇಮ್ಯಾಜಿನ್ ಸ್ಟೋರ್ ಗ್ರಾಹಕರಿಗೆ ಉತ್ತಮ ಅನುಭವ ನೀಡಲಿದೆ. ಮೈಸೂರಿನಲ್ಲಿ ಆಪಲ್ ಉತ್ಪನ್ನಗಳ ಅತ್ಯುತ್ತಮ ಸೇವೆ ಮತ್ತು ಮಾರಾಟ ಸೌಲಭ್ಯ ಒದ <box>251 177 357 329</box>
dasara-body-col3: ಚಿತ್ರದುರ್ಗ: ಇದೇ ತಿಂಗಳ 23ರಂದು ಮುಕ್ತಾಯಗೊಂಡ ವಿಶ್ವ ವಿಖ್ಯಾತ ಮೈಸೂರು ದಸರಾ ಮಹೋತ್ಸವದಲ್ಲಿ ಜಿಲ್ಲೆಯಿಂದ ಭಾಗವಹಿಸಿದ್ದ ಸ್ತಬ್ಧ ಚಿತ್ರಕ್ಕೆ ಪ್ರಶಸ್ತಿ ಲಭಿಸಿದೆ. ಈ ಹಿನ್ನೆಲೆಯಲ್ಲಿ ಜಿಲ್ಲಾಡಳಿತ ಹಾಗೂ ಉನ್ನತ ಶಿಕ್ಷಣ ಸಚಿವರಿಗೆ ಕಾಂಗ್ರೆಸ್ ಮುಖಂಡರು ಅಭಿನಂದನೆ ಸಲ್ಲಿಸಿದ್ದಾರೆ. ಜಿಲ್ಲೆಯ ಇತಿಹಾಸ, ಸಂಸ್ಕೃತಿ ಹಾಗೂ ಪರಂಪರೆಯನ್ನು ಬಿಂಬಿಸುವ ಸ್ತಬ್ಧ ಚಿತ್ರವು ಜನಮನ ಸೆಳೆಯಿತು. ಕೋಟೆ, ಒನಕೆ ಓಬವ್ವ ಹಾಗೂ ಜಿಲ್ಲೆಯ ಪ್ರಮುಖ ಪ್ರವಾಸಿ ತಾಣಗಳನ್ನು ಅದ್ಭುತವಾಗಿ ಚಿತ್ರಿಸಲಾಗಿತ್ತು. ಚಿತ್ರದುರ್ಗ: ಇದೇ ತಿಂಗಳ 23ರಂದು ಮುಕ್ತಾಯಗೊಂಡ ವಿಶ್ವ ವಿಖ್ಯಾತ ಮೈಸೂರು ದಸರಾ ಮಹೋತ್ಸವದಲ್ಲಿ ಜಿಲ್ಲೆಯಿಂದ ಭಾಗವಹಿಸಿದ್ದ ಸ್ತಬ್ಧ ಚಿತ್ರಕ್ಕೆ ಪ್ರಶಸ್ತಿ ಲಭಿಸಿದೆ. ಈ ಹಿನ್ನೆಲೆಯಲ್ಲಿ ಜಿಲ್ಲಾಡಳಿತ ಹಾಗೂ ಉನ್ನತ ಶಿಕ್ಷಣ ಸಚಿವರಿಗೆ ಕಾಂಗ್ರೆಸ್ ಮುಖಂಡರು ಅಭಿನಂದನೆ ಸಲ್ಲಿಸಿದ್ದಾರೆ. ಜಿಲ್ಲೆಯ ಇತಿಹಾಸ, ಸಂಸ್ಕೃತಿ ಹಾಗೂ ಪರಂಪರೆಯನ್ನು ಬಿಂಬಿಸುವ ಸ್ತಬ್ಧ ಚಿತ್ರವು ಜನಮನ ಸೆಳೆಯಿತು. ಕೋಟೆ, ಒನಕೆ ಓಬವ್ವ <box>517 178 593 286</box>
voters-meeting-photo <box>463 554 666 666</box>
